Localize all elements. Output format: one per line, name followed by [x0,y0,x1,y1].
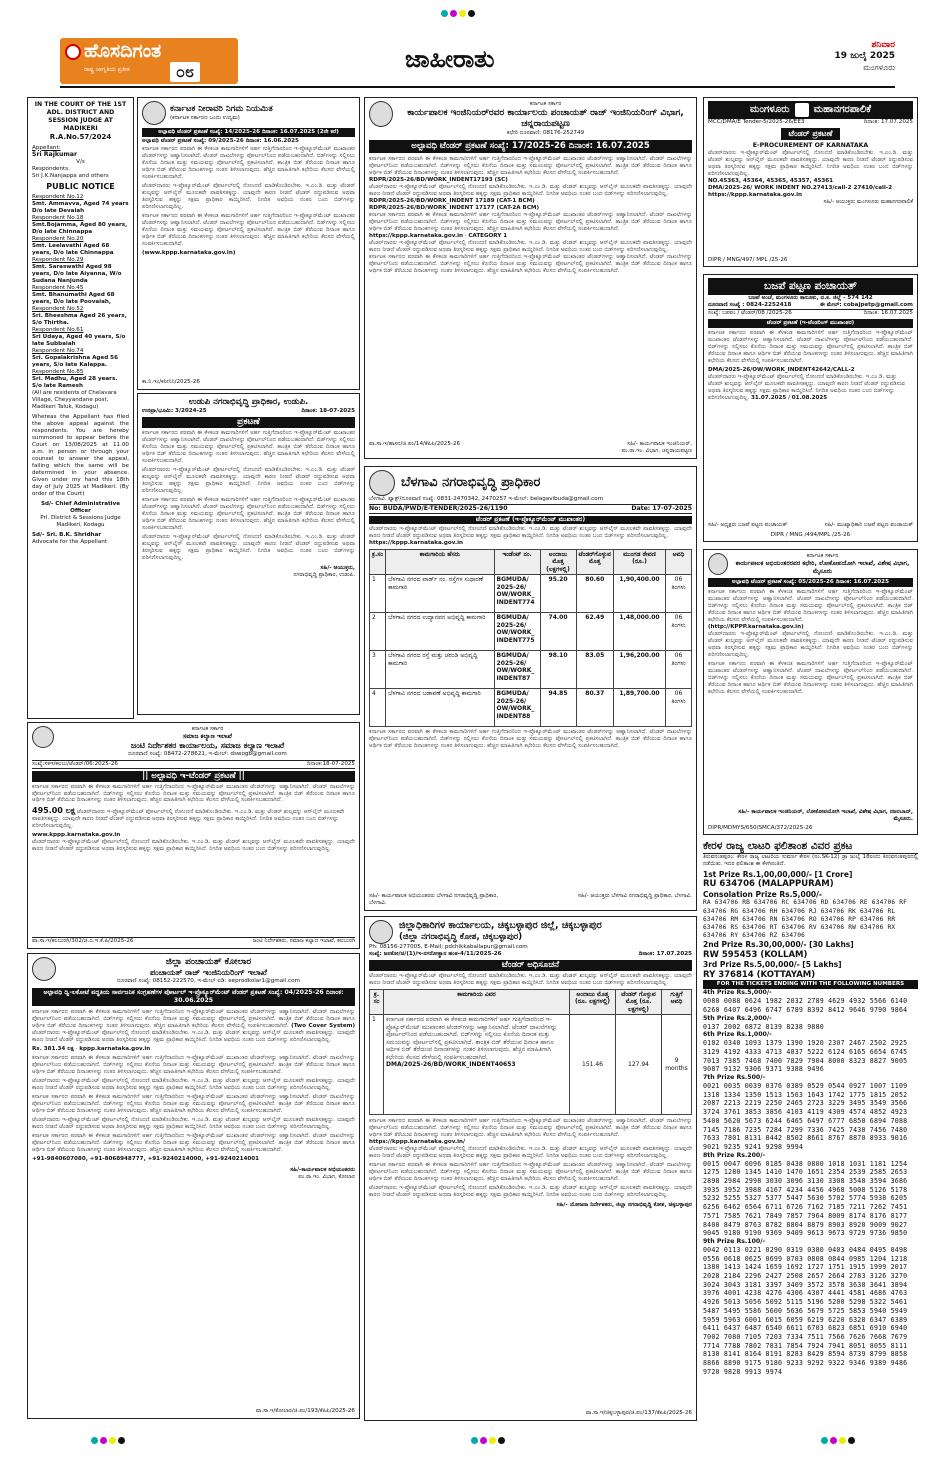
prize-label: 9th Prize Rs.100/- [703,1237,766,1245]
cell: 74.00 [540,613,576,651]
kolar-body-6: ಟೆಂಡರ್‌ದಾರರು ಇ-ಪ್ರೊಕ್ಯೂರ್‌ಮೆಂಟ್ ಪೋರ್ಟಲ್‌ನಲ್ಲಿ ನೋಂದಣಿ ಮಾಡಿಕೊಂಡಿರಬೇಕು. ಇ.ಎಂ.ಡಿ. ಮತ್ತು ಟೆಂಡರ್ ಶುಲ್ಕವನ್ನು ಆನ್‌ಲೈನ್ ಮೂಲಕವೇ ಪಾವತಿಸತಕ್ಕದ್ದು. ಯಾವುದೇ ಕಾರಣ ನೀಡದೆ ಟೆಂಡರ್ ರದ್ದುಪಡಿಸುವ ಅಥವಾ ತಿರಸ್ಕರಿಸುವ ಹಕ್ಕನ್ನು ಸಕ್ಷಮ ಪ್ರಾಧಿಕಾರ ಕಾಯ್ದಿರಿಸಿದೆ. ನಿಗದಿತ ಅವಧಿಯ ನಂತರ ಬಂದ ಬಿಡ್‌ಗಳನ್ನು ಪರಿಗಣಿಸಲಾಗುವುದಿಲ್ಲ. [32,1116,355,1130]
cell: 98.10 [540,651,576,689]
col-header: ಕಾಮಗಾರಿಯ ಹೆಸರು [386,549,494,575]
respondent-item: Respondent No.18 [32,215,84,222]
col-header: ಟೆಂಡರ್‌ಗೊಳ್ಳುವ ಮೊತ್ತ [576,549,613,575]
col-header: ಟೆಂಡರ್ ಗೊಳ್ಳುವ ಮೊತ್ತ (ರೂ. ಲಕ್ಷಗಳಲ್ಲಿ) [616,989,662,1015]
kolar-sign: ಸಹಿ/-ಕಾರ್ಯಪಾಲಕ ಅಭಿಯಂತರರು [290,1166,355,1173]
buda-table-header [370,549,692,575]
table-row [370,689,692,727]
ckb-subtitle: (ಜಿಲ್ಲಾ ನಗರಾಭಿವೃದ್ಧಿ ಕೋಶ, ಚಿಕ್ಕಬಳ್ಳಾಪುರ) [399,931,523,942]
cell: 80.60 [576,575,613,613]
chn-gov: ಕರ್ನಾಟಕ ಸರ್ಕಾರ [529,101,562,107]
col-header: ಕಾಮಗಾರಿಯ ವಿವರ [384,989,570,1015]
social-gov: ಕರ್ನಾಟಕ ಸರ್ಕಾರ [191,726,224,732]
kolar-cover: (Two Cover System) [291,1023,356,1030]
udupi-body-3: ಕರ್ನಾಟಕ ಸರ್ಕಾರದ ಪರವಾಗಿ ಈ ಕೆಳಕಂಡ ಕಾಮಗಾರಿಗಳಿಗೆ ಅರ್ಹ ಗುತ್ತಿಗೆದಾರರಿಂದ ಇ-ಪ್ರೊಕ್ಯೂರ್‌ಮೆಂಟ್ ಮುಖಾಂತರ ಟೆಂಡರ್‌ಗಳನ್ನು ಆಹ್ವಾನಿಸಲಾಗಿದೆ. ಟೆಂಡರ್ ದಾಖಲೆಗಳನ್ನು ಪೋರ್ಟಲ್‌ನಿಂದ ಪಡೆಯಬಹುದಾಗಿದೆ. ಬಿಡ್‌ಗಳನ್ನು ಸಲ್ಲಿಸಲು ಕೊನೆಯ ದಿನಾಂಕ ಮತ್ತು ಸಮಯವನ್ನು ಪೋರ್ಟಲ್‌ನಲ್ಲಿ ಪ್ರಕಟಿಸಲಾಗಿದೆ. ತಾಂತ್ರಿಕ ಬಿಡ್ ತೆರೆಯುವ ದಿನಾಂಕ ಹಾಗೂ ಆರ್ಥಿಕ ಬಿಡ್ ತೆರೆಯುವ ದಿನಾಂಕಗಳನ್ನು ನಂತರ ತಿಳಿಸಲಾಗುವುದು. ಹೆಚ್ಚಿನ ಮಾಹಿತಿಗಾಗಿ ಕಛೇರಿಯ ಕೆಲಸದ ವೇಳೆಯಲ್ಲಿ ಸಂಪರ್ಕಿಸಬಹುದಾಗಿದೆ. [142,496,355,531]
col-header: ಅಂದಾಜು ಮೊತ್ತ (ಲಕ್ಷಗಳಲ್ಲಿ) [540,549,576,575]
mcc-ref: MCC/DMA/E Tender-5/2025-26/EE3 [708,119,805,125]
cell: 1,48,000.00 [614,613,666,651]
social-body: ಕರ್ನಾಟಕ ಸರ್ಕಾರದ ಪರವಾಗಿ ಈ ಕೆಳಕಂಡ ಕಾಮಗಾರಿಗಳಿಗೆ ಅರ್ಹ ಗುತ್ತಿಗೆದಾರರಿಂದ ಇ-ಪ್ರೊಕ್ಯೂರ್‌ಮೆಂಟ್ ಮುಖಾಂತರ ಟೆಂಡರ್‌ಗಳನ್ನು ಆಹ್ವಾನಿಸಲಾಗಿದೆ. ಟೆಂಡರ್ ದಾಖಲೆಗಳನ್ನು ಪೋರ್ಟಲ್‌ನಿಂದ ಪಡೆಯಬಹುದಾಗಿದೆ. ಬಿಡ್‌ಗಳನ್ನು ಸಲ್ಲಿಸಲು ಕೊನೆಯ ದಿನಾಂಕ ಮತ್ತು ಸಮಯವನ್ನು ಪೋರ್ಟಲ್‌ನಲ್ಲಿ ಪ್ರಕಟಿಸಲಾಗಿದೆ. ತಾಂತ್ರಿಕ ಬಿಡ್ ತೆರೆಯುವ ದಿನಾಂಕ ಹಾಗೂ ಆರ್ಥಿಕ ಬಿಡ್ ತೆರೆಯುವ ದಿನಾಂಕಗಳನ್ನು ನಂತರ ತಿಳಿಸಲಾಗುವುದು. ಹೆಚ್ಚಿನ ಮಾಹಿತಿಗಾಗಿ ಕಛೇರಿಯ ಕೆಲಸದ ವೇಳೆಯಲ್ಲಿ ಸಂಪರ್ಕಿಸಬಹುದಾಗಿದೆ. [32,783,355,804]
bajpe-tender: ಬಜಪೆ ಪಟ್ಟಣ ಪಂಚಾಯತ್ ಬಜಪೆ ಅಂಚೆ, ಮಂಗಳೂರು ತಾಲೂಕು, ದ.ಕ. ಜಿಲ್ಲೆ - 574 142 ದೂರವಾಣಿ ಸಂಖ್ಯೆ : 0824-2252418 ಈ ಮೇಲ್: cobajpetp@gmail.com ಸಂಖ್ಯೆ: ಬಪಪಂ / ಟೆಂಡರ್/08 /2025-26 ದಿನಾಂಕ: 16.07.2025 ಟೆಂಡರ್ ಪ್ರಕಟಣೆ (ಇ-ಟೆಂಡರಿಂಗ್ ಮುಖಾಂತರ) ಕರ್ನಾಟಕ ಸರ್ಕಾರದ ಪರವಾಗಿ ಈ ಕೆಳಕಂಡ ಕಾಮಗಾರಿಗಳಿಗೆ ಅರ್ಹ ಗುತ್ತಿಗೆದಾರರಿಂದ ಇ-ಪ್ರೊಕ್ಯೂರ್‌ಮೆಂಟ್ ಮುಖಾಂತರ ಟೆಂಡರ್‌ಗಳನ್ನು ಆಹ್ವಾನಿಸಲಾಗಿದೆ. ಟೆಂಡರ್ ದಾಖಲೆಗಳನ್ನು ಪೋರ್ಟಲ್‌ನಿಂದ ಪಡೆಯಬಹುದಾಗಿದೆ. ಬಿಡ್‌ಗಳನ್ನು ಸಲ್ಲಿಸಲು ಕೊನೆಯ ದಿನಾಂಕ ಮತ್ತು ಸಮಯವನ್ನು ಪೋರ್ಟಲ್‌ನಲ್ಲಿ ಪ್ರಕಟಿಸಲಾಗಿದೆ. ತಾಂತ್ರಿಕ ಬಿಡ್ ತೆರೆಯುವ ದಿನಾಂಕ ಹಾಗೂ ಆರ್ಥಿಕ ಬಿಡ್ ತೆರೆಯುವ ದಿನಾಂಕಗಳನ್ನು ನಂತರ ತಿಳಿಸಲಾಗುವುದು. ಹೆಚ್ಚಿನ ಮಾಹಿತಿಗಾಗಿ ಕಛೇರಿಯ ಕೆಲಸದ ವೇಳೆಯಲ್ಲಿ ಸಂಪರ್ಕಿಸಬಹುದಾಗಿದೆ. DMA/2025-26/OW/WORK_INDENT42642/CALL-2 ಟೆಂಡರ್‌ದಾರರು ಇ-ಪ್ರೊಕ್ಯೂರ್‌ಮೆಂಟ್ ಪೋರ್ಟಲ್‌ನಲ್ಲಿ ನೋಂದಣಿ ಮಾಡಿಕೊಂಡಿರಬೇಕು. ಇ.ಎಂ.ಡಿ. ಮತ್ತು ಟೆಂಡರ್ ಶುಲ್ಕವನ್ನು ಆನ್‌ಲೈನ್ ಮೂಲಕವೇ ಪಾವತಿಸತಕ್ಕದ್ದು. ಯಾವುದೇ ಕಾರಣ ನೀಡದೆ ಟೆಂಡರ್ ರದ್ದುಪಡಿಸುವ ಅಥವಾ ತಿರಸ್ಕರಿಸುವ ಹಕ್ಕನ್ನು ಸಕ್ಷಮ ಪ್ರಾಧಿಕಾರ ಕಾಯ್ದಿರಿಸಿದೆ. ನಿಗದಿತ ಅವಧಿಯ ನಂತರ ಬಂದ ಬಿಡ್‌ಗಳನ್ನು ಪರಿಗಣಿಸಲಾಗುವುದಿಲ್ಲ. 31.07.2025 / 01.08.2025 ಸಹಿ/- ಅಧ್ಯಕ್ಷರು ಬಜಪೆ ಪಟ್ಟಣ ಪಂಚಾಯತ್ ಸಹಿ/- ಮುಖ್ಯಾಧಿಕಾರಿ ಬಜಪೆ ಪಟ್ಟಣ ಪಂಚಾಯತ್ DIPR / MNG /494/MPL /25-26 [703,274,918,542]
first-prize-label: 1st Prize Rs.1,00,00,000/- [1 Crore] [703,870,853,880]
mys-gov: ಕರ್ನಾಟಕ ಸರ್ಕಾರ [806,553,839,559]
ckb-table [369,989,692,1116]
prize-numbers: 0102 0340 1093 1379 1390 1920 2307 2467 2502 2925 3129 4192 4333 4713 4837 5222 6124 6165 6654 6745 7013 7385 7468 7400 7829 7904 8000 8323 8827 9005 9087 9132 9306 9371 9388 9496 [703,1039,908,1074]
cell: BGMUDA/ 2025-26/ OW/WORK_ INDENT87 [494,651,540,689]
mcc-sign: ಸಹಿ/- ಆಯುಕ್ತರು ಮಂಗಳೂರು ಮಹಾನಗರಪಾಲಿಕೆ [823,198,913,205]
kolar-body-4: ಟೆಂಡರ್‌ದಾರರು ಇ-ಪ್ರೊಕ್ಯೂರ್‌ಮೆಂಟ್ ಪೋರ್ಟಲ್‌ನಲ್ಲಿ ನೋಂದಣಿ ಮಾಡಿಕೊಂಡಿರಬೇಕು. ಇ.ಎಂ.ಡಿ. ಮತ್ತು ಟೆಂಡರ್ ಶುಲ್ಕವನ್ನು ಆನ್‌ಲೈನ್ ಮೂಲಕವೇ ಪಾವತಿಸತಕ್ಕದ್ದು. ಯಾವುದೇ ಕಾರಣ ನೀಡದೆ ಟೆಂಡರ್ ರದ್ದುಪಡಿಸುವ ಅಥವಾ ತಿರಸ್ಕರಿಸುವ ಹಕ್ಕನ್ನು ಸಕ್ಷಮ ಪ್ರಾಧಿಕಾರ ಕಾಯ್ದಿರಿಸಿದೆ. ನಿಗದಿತ ಅವಧಿಯ ನಂತರ ಬಂದ ಬಿಡ್‌ಗಳನ್ನು ಪರಿಗಣಿಸಲಾಗುವುದಿಲ್ಲ. [32,1077,355,1091]
consolation-label: Consolation Prize Rs.5,000/- [703,890,822,900]
cell: 1,90,400.00 [614,575,666,613]
respondent-item: Smt.Bojamma, Aged 80 years, D/o late Chinnappa [32,222,128,236]
ckb-portal[interactable]: https://kppp.karnataka.gov.in/ [369,1139,466,1146]
social-dept: ಸಮಾಜ ಕಲ್ಯಾಣ ಇಲಾಖೆ [182,732,232,740]
cell: 4 [370,689,386,727]
bajpe-ref: ಸಂಖ್ಯೆ: ಬಪಪಂ / ಟೆಂಡರ್/08 /2025-26 [708,310,792,317]
case-number: R.A.No.57/2024 [49,132,112,141]
knn-ref: ಅಲ್ಪಾವಧಿ ಟೆಂಡರ್ ಪ್ರಕಟಣೆ ಸಂಖ್ಯೆ: 14/2025-26 ದಿನಾಂಕ: 16.07.2025 (2ನೇ ಕರೆ) [142,128,355,137]
ckb-body-3: ಕರ್ನಾಟಕ ಸರ್ಕಾರದ ಪರವಾಗಿ ಈ ಕೆಳಕಂಡ ಕಾಮಗಾರಿಗಳಿಗೆ ಅರ್ಹ ಗುತ್ತಿಗೆದಾರರಿಂದ ಇ-ಪ್ರೊಕ್ಯೂರ್‌ಮೆಂಟ್ ಮುಖಾಂತರ ಟೆಂಡರ್‌ಗಳನ್ನು ಆಹ್ವಾನಿಸಲಾಗಿದೆ. ಟೆಂಡರ್ ದಾಖಲೆಗಳನ್ನು ಪೋರ್ಟಲ್‌ನಿಂದ ಪಡೆಯಬಹುದಾಗಿದೆ. ಬಿಡ್‌ಗಳನ್ನು ಸಲ್ಲಿಸಲು ಕೊನೆಯ ದಿನಾಂಕ ಮತ್ತು ಸಮಯವನ್ನು ಪೋರ್ಟಲ್‌ನಲ್ಲಿ ಪ್ರಕಟಿಸಲಾಗಿದೆ. ತಾಂತ್ರಿಕ ಬಿಡ್ ತೆರೆಯುವ ದಿನಾಂಕ ಹಾಗೂ ಆರ್ಥಿಕ ಬಿಡ್ ತೆರೆಯುವ ದಿನಾಂಕಗಳನ್ನು ನಂತರ ತಿಳಿಸಲಾಗುವುದು. ಹೆಚ್ಚಿನ ಮಾಹಿತಿಗಾಗಿ ಕಛೇರಿಯ ಕೆಲಸದ ವೇಳೆಯಲ್ಲಿ ಸಂಪರ್ಕಿಸಬಹುದಾಗಿದೆ. [369,1161,692,1182]
third-prize-number: RY 376814 (KOTTAYAM) [703,969,816,980]
col-header: ಮುಂಗಡ ಠೇವಣಿ (ರೂ.) [614,549,666,575]
social-amount: 495.00 ಲಕ್ಷ [32,806,76,816]
bajpe-date-2: 01.08.2025 [791,394,828,401]
bajpe-address: ಬಜಪೆ ಅಂಚೆ, ಮಂಗಳೂರು ತಾಲೂಕು, ದ.ಕ. ಜಿಲ್ಲೆ - 574 142 [748,295,873,302]
kolar-body-5: ಕರ್ನಾಟಕ ಸರ್ಕಾರದ ಪರವಾಗಿ ಈ ಕೆಳಕಂಡ ಕಾಮಗಾರಿಗಳಿಗೆ ಅರ್ಹ ಗುತ್ತಿಗೆದಾರರಿಂದ ಇ-ಪ್ರೊಕ್ಯೂರ್‌ಮೆಂಟ್ ಮುಖಾಂತರ ಟೆಂಡರ್‌ಗಳನ್ನು ಆಹ್ವಾನಿಸಲಾಗಿದೆ. ಟೆಂಡರ್ ದಾಖಲೆಗಳನ್ನು ಪೋರ್ಟಲ್‌ನಿಂದ ಪಡೆಯಬಹುದಾಗಿದೆ. ಬಿಡ್‌ಗಳನ್ನು ಸಲ್ಲಿಸಲು ಕೊನೆಯ ದಿನಾಂಕ ಮತ್ತು ಸಮಯವನ್ನು ಪೋರ್ಟಲ್‌ನಲ್ಲಿ ಪ್ರಕಟಿಸಲಾಗಿದೆ. ತಾಂತ್ರಿಕ ಬಿಡ್ ತೆರೆಯುವ ದಿನಾಂಕ ಹಾಗೂ ಆರ್ಥಿಕ ಬಿಡ್ ತೆರೆಯುವ ದಿನಾಂಕಗಳನ್ನು ನಂತರ ತಿಳಿಸಲಾಗುವುದು. ಹೆಚ್ಚಿನ ಮಾಹಿತಿಗಾಗಿ ಕಛೇರಿಯ ಕೆಲಸದ ವೇಳೆಯಲ್ಲಿ ಸಂಪರ್ಕಿಸಬಹುದಾಗಿದೆ. [32,1093,355,1114]
mcc-indents-2: DMA/2025-26/ WORK INDENT NO.27413/call-2 27410/call-2 [708,184,893,191]
cell: 06 ತಿಂಗಳು [666,689,692,727]
chn-body-5: ಕರ್ನಾಟಕ ಸರ್ಕಾರದ ಪರವಾಗಿ ಈ ಕೆಳಕಂಡ ಕಾಮಗಾರಿಗಳಿಗೆ ಅರ್ಹ ಗುತ್ತಿಗೆದಾರರಿಂದ ಇ-ಪ್ರೊಕ್ಯೂರ್‌ಮೆಂಟ್ ಮುಖಾಂತರ ಟೆಂಡರ್‌ಗಳನ್ನು ಆಹ್ವಾನಿಸಲಾಗಿದೆ. ಟೆಂಡರ್ ದಾಖಲೆಗಳನ್ನು ಪೋರ್ಟಲ್‌ನಿಂದ ಪಡೆಯಬಹುದಾಗಿದೆ. ಬಿಡ್‌ಗಳನ್ನು ಸಲ್ಲಿಸಲು ಕೊನೆಯ ದಿನಾಂಕ ಮತ್ತು ಸಮಯವನ್ನು ಪೋರ್ಟಲ್‌ನಲ್ಲಿ ಪ್ರಕಟಿಸಲಾಗಿದೆ. ತಾಂತ್ರಿಕ ಬಿಡ್ ತೆರೆಯುವ ದಿನಾಂಕ ಹಾಗೂ ಆರ್ಥಿಕ ಬಿಡ್ ತೆರೆಯುವ ದಿನಾಂಕಗಳನ್ನು ನಂತರ ತಿಳಿಸಲಾಗುವುದು. ಹೆಚ್ಚಿನ ಮಾಹಿತಿಗಾಗಿ ಕಛೇರಿಯ ಕೆಲಸದ ವೇಳೆಯಲ್ಲಿ ಸಂಪರ್ಕಿಸಬಹುದಾಗಿದೆ. [369,253,692,274]
prize-label: 8th Prize Rs.200/- [703,1151,766,1159]
mys-footer: DIPR/MDMYS/650/SMCA/372/2025-26 [708,825,813,832]
govt-emblem-icon [369,920,393,944]
kolar-amount: Rs. 381.34 ಲಕ್ಷ [32,1046,74,1053]
chn-sign: ಸಹಿ/- ಕಾರ್ಯಪಾಲಕ ಇಂಜಿನಿಯರ್, [627,441,692,448]
social-office: ಜಂಟಿ ನಿರ್ದೇಶಕರ ಕಾರ್ಯಾಲಯ, ಸಮಾಜ ಕಲ್ಯಾಣ ಇಲಾಖೆ [130,740,285,750]
ckb-date: ದಿನಾಂಕ: 17.07.2025 [638,950,692,957]
mcc-date: ದಿನಾಂಕ: 17.07.2025 [863,119,913,125]
cell: 1 [370,575,386,613]
knn-logo-icon [142,101,166,125]
mys-body: ಕರ್ನಾಟಕ ಸರ್ಕಾರದ ಪರವಾಗಿ ಈ ಕೆಳಕಂಡ ಕಾಮಗಾರಿಗಳಿಗೆ ಅರ್ಹ ಗುತ್ತಿಗೆದಾರರಿಂದ ಇ-ಪ್ರೊಕ್ಯೂರ್‌ಮೆಂಟ್ ಮುಖಾಂತರ ಟೆಂಡರ್‌ಗಳನ್ನು ಆಹ್ವಾನಿಸಲಾಗಿದೆ. ಟೆಂಡರ್ ದಾಖಲೆಗಳನ್ನು ಪೋರ್ಟಲ್‌ನಿಂದ ಪಡೆಯಬಹುದಾಗಿದೆ. ಬಿಡ್‌ಗಳನ್ನು ಸಲ್ಲಿಸಲು ಕೊನೆಯ ದಿನಾಂಕ ಮತ್ತು ಸಮಯವನ್ನು ಪೋರ್ಟಲ್‌ನಲ್ಲಿ ಪ್ರಕಟಿಸಲಾಗಿದೆ. ತಾಂತ್ರಿಕ ಬಿಡ್ ತೆರೆಯುವ ದಿನಾಂಕ ಹಾಗೂ ಆರ್ಥಿಕ ಬಿಡ್ ತೆರೆಯುವ ದಿನಾಂಕಗಳನ್ನು ನಂತರ ತಿಳಿಸಲಾಗುವುದು. ಹೆಚ್ಚಿನ ಮಾಹಿತಿಗಾಗಿ ಕಛೇರಿಯ ಕೆಲಸದ ವೇಳೆಯಲ್ಲಿ ಸಂಪರ್ಕಿಸಬಹುದಾಗಿದೆ. [708,588,913,623]
dateline-day: ಶನಿವಾರ [871,40,895,50]
buda-sign-right: ಸಹಿ/- ಆಯುಕ್ತರು ಬೆಳಗಾವಿ ನಗರಾಭಿವೃದ್ಧಿ ಪ್ರಾಧಿಕಾರ, ಬೆಳಗಾವಿ. [577,893,692,900]
first-prize-number: RU 634706 (MALAPPURAM) [703,879,834,890]
masthead [60,36,895,88]
kolar-footer: ವಾ.ಸಾ.ಇ/ಕೋಲಾರ/ಜಿ.ಪಂ/193/ಕೆಪಿಪಿ/2025-26 [255,1408,355,1415]
mys-sign: ಸಹಿ/- ಕಾರ್ಯಪಾಲಕ ಇಂಜಿನಿಯರ್, ಲೋಕೋಪಯೋಗಿ ಇಲಾಖೆ, ವಿಶೇಷ ವಿಭಾಗ, ನಜರಬಾದ್, ಮೈಸೂರು. [738,809,913,823]
chn-body-4: ಟೆಂಡರ್‌ದಾರರು ಇ-ಪ್ರೊಕ್ಯೂರ್‌ಮೆಂಟ್ ಪೋರ್ಟಲ್‌ನಲ್ಲಿ ನೋಂದಣಿ ಮಾಡಿಕೊಂಡಿರಬೇಕು. ಇ.ಎಂ.ಡಿ. ಮತ್ತು ಟೆಂಡರ್ ಶುಲ್ಕವನ್ನು ಆನ್‌ಲೈನ್ ಮೂಲಕವೇ ಪಾವತಿಸತಕ್ಕದ್ದು. ಯಾವುದೇ ಕಾರಣ ನೀಡದೆ ಟೆಂಡರ್ ರದ್ದುಪಡಿಸುವ ಅಥವಾ ತಿರಸ್ಕರಿಸುವ ಹಕ್ಕನ್ನು ಸಕ್ಷಮ ಪ್ರಾಧಿಕಾರ ಕಾಯ್ದಿರಿಸಿದೆ. ನಿಗದಿತ ಅವಧಿಯ ನಂತರ ಬಂದ ಬಿಡ್‌ಗಳನ್ನು ಪರಿಗಣಿಸಲಾಗುವುದಿಲ್ಲ. [369,239,692,253]
ckb-intro: ಟೆಂಡರ್‌ದಾರರು ಇ-ಪ್ರೊಕ್ಯೂರ್‌ಮೆಂಟ್ ಪೋರ್ಟಲ್‌ನಲ್ಲಿ ನೋಂದಣಿ ಮಾಡಿಕೊಂಡಿರಬೇಕು. ಇ.ಎಂ.ಡಿ. ಮತ್ತು ಟೆಂಡರ್ ಶುಲ್ಕವನ್ನು ಆನ್‌ಲೈನ್ ಮೂಲಕವೇ ಪಾವತಿಸತಕ್ಕದ್ದು. ಯಾವುದೇ ಕಾರಣ ನೀಡದೆ ಟೆಂಡರ್ ರದ್ದುಪಡಿಸುವ ಅಥವಾ ತಿರಸ್ಕರಿಸುವ ಹಕ್ಕನ್ನು ಸಕ್ಷಮ ಪ್ರಾಧಿಕಾರ ಕಾಯ್ದಿರಿಸಿದೆ. ನಿಗದಿತ ಅವಧಿಯ ನಂತರ ಬಂದ ಬಿಡ್‌ಗಳನ್ನು ಪರಿಗಣಿಸಲಾಗುವುದಿಲ್ಲ. [369,972,692,986]
bajpe-indent: DMA/2025-26/OW/WORK_INDENT42642/CALL-2 [708,366,855,373]
kolar-body-3: ಕರ್ನಾಟಕ ಸರ್ಕಾರದ ಪರವಾಗಿ ಈ ಕೆಳಕಂಡ ಕಾಮಗಾರಿಗಳಿಗೆ ಅರ್ಹ ಗುತ್ತಿಗೆದಾರರಿಂದ ಇ-ಪ್ರೊಕ್ಯೂರ್‌ಮೆಂಟ್ ಮುಖಾಂತರ ಟೆಂಡರ್‌ಗಳನ್ನು ಆಹ್ವಾನಿಸಲಾಗಿದೆ. ಟೆಂಡರ್ ದಾಖಲೆಗಳನ್ನು ಪೋರ್ಟಲ್‌ನಿಂದ ಪಡೆಯಬಹುದಾಗಿದೆ. ಬಿಡ್‌ಗಳನ್ನು ಸಲ್ಲಿಸಲು ಕೊನೆಯ ದಿನಾಂಕ ಮತ್ತು ಸಮಯವನ್ನು ಪೋರ್ಟಲ್‌ನಲ್ಲಿ ಪ್ರಕಟಿಸಲಾಗಿದೆ. ತಾಂತ್ರಿಕ ಬಿಡ್ ತೆರೆಯುವ ದಿನಾಂಕ ಹಾಗೂ ಆರ್ಥಿಕ ಬಿಡ್ ತೆರೆಯುವ ದಿನಾಂಕಗಳನ್ನು ನಂತರ ತಿಳಿಸಲಾಗುವುದು. ಹೆಚ್ಚಿನ ಮಾಹಿತಿಗಾಗಿ ಕಛೇರಿಯ ಕೆಲಸದ ವೇಳೆಯಲ್ಲಿ ಸಂಪರ್ಕಿಸಬಹುದಾಗಿದೆ. [32,1055,355,1075]
social-body-2: ಟೆಂಡರ್‌ದಾರರು ಇ-ಪ್ರೊಕ್ಯೂರ್‌ಮೆಂಟ್ ಪೋರ್ಟಲ್‌ನಲ್ಲಿ ನೋಂದಣಿ ಮಾಡಿಕೊಂಡಿರಬೇಕು. ಇ.ಎಂ.ಡಿ. ಮತ್ತು ಟೆಂಡರ್ ಶುಲ್ಕವನ್ನು ಆನ್‌ಲೈನ್ ಮೂಲಕವೇ ಪಾವತಿಸತಕ್ಕದ್ದು. ಯಾವುದೇ ಕಾರಣ ನೀಡದೆ ಟೆಂಡರ್ ರದ್ದುಪಡಿಸುವ ಅಥವಾ ತಿರಸ್ಕರಿಸುವ ಹಕ್ಕನ್ನು ಸಕ್ಷಮ ಪ್ರಾಧಿಕಾರ ಕಾಯ್ದಿರಿಸಿದೆ. ನಿಗದಿತ ಅವಧಿಯ ನಂತರ ಬಂದ ಬಿಡ್‌ಗಳನ್ನು ಪರಿಗಣಿಸಲಾಗುವುದಿಲ್ಲ. [32,809,345,830]
udupi-body: ಕರ್ನಾಟಕ ಸರ್ಕಾರದ ಪರವಾಗಿ ಈ ಕೆಳಕಂಡ ಕಾಮಗಾರಿಗಳಿಗೆ ಅರ್ಹ ಗುತ್ತಿಗೆದಾರರಿಂದ ಇ-ಪ್ರೊಕ್ಯೂರ್‌ಮೆಂಟ್ ಮುಖಾಂತರ ಟೆಂಡರ್‌ಗಳನ್ನು ಆಹ್ವಾನಿಸಲಾಗಿದೆ. ಟೆಂಡರ್ ದಾಖಲೆಗಳನ್ನು ಪೋರ್ಟಲ್‌ನಿಂದ ಪಡೆಯಬಹುದಾಗಿದೆ. ಬಿಡ್‌ಗಳನ್ನು ಸಲ್ಲಿಸಲು ಕೊನೆಯ ದಿನಾಂಕ ಮತ್ತು ಸಮಯವನ್ನು ಪೋರ್ಟಲ್‌ನಲ್ಲಿ ಪ್ರಕಟಿಸಲಾಗಿದೆ. ತಾಂತ್ರಿಕ ಬಿಡ್ ತೆರೆಯುವ ದಿನಾಂಕ ಹಾಗೂ ಆರ್ಥಿಕ ಬಿಡ್ ತೆರೆಯುವ ದಿನಾಂಕಗಳನ್ನು ನಂತರ ತಿಳಿಸಲಾಗುವುದು. ಹೆಚ್ಚಿನ ಮಾಹಿತಿಗಾಗಿ ಕಛೇರಿಯ ಕೆಲಸದ ವೇಳೆಯಲ್ಲಿ ಸಂಪರ್ಕಿಸಬಹುದಾಗಿದೆ. [142,429,355,464]
second-prize-label: 2nd Prize Rs.30,00,000/- [30 Lakhs] [703,940,854,950]
buda-sign-left: ಸಹಿ/- ಕಾರ್ಯಪಾಲಕ ಅಭಿಯಂತರರು ಬೆಳಗಾವಿ ನಗರಾಭಿವೃದ್ಧಿ ಪ್ರಾಧಿಕಾರ, ಬೆಳಗಾವಿ. [369,893,499,907]
brand-logo [60,38,238,84]
chn-head: ಅಲ್ಪಾವಧಿ ಟೆಂಡರ್ ಪ್ರಕಟಣೆ ಸಂಖ್ಯೆ: 17/2025-26 ದಿನಾಂಕ: 16.07.2025 [369,140,692,153]
cell: 06 ತಿಂಗಳು [666,575,692,613]
cell: 94.85 [540,689,576,727]
govt-emblem-icon [369,101,393,127]
col-header: ಅಂದಾಜು ಮೊತ್ತ (ರೂ. ಲಕ್ಷಗಳಲ್ಲಿ) [570,989,616,1015]
udupi-sign-2: ನಗರಾಭಿವೃದ್ಧಿ ಪ್ರಾಧಿಕಾರ, ಉಡುಪಿ. [293,571,355,578]
mcc-portal[interactable]: https://kppp.karnataka.gov.in [708,191,802,198]
ckb-work-desc: ಕರ್ನಾಟಕ ಸರ್ಕಾರದ ಪರವಾಗಿ ಈ ಕೆಳಕಂಡ ಕಾಮಗಾರಿಗಳಿಗೆ ಅರ್ಹ ಗುತ್ತಿಗೆದಾರರಿಂದ ಇ-ಪ್ರೊಕ್ಯೂರ್‌ಮೆಂಟ್ ಮುಖಾಂತರ ಟೆಂಡರ್‌ಗಳನ್ನು ಆಹ್ವಾನಿಸಲಾಗಿದೆ. ಟೆಂಡರ್ ದಾಖಲೆಗಳನ್ನು ಪೋರ್ಟಲ್‌ನಿಂದ ಪಡೆಯಬಹುದಾಗಿದೆ. ಬಿಡ್‌ಗಳನ್ನು ಸಲ್ಲಿಸಲು ಕೊನೆಯ ದಿನಾಂಕ ಮತ್ತು ಸಮಯವನ್ನು ಪೋರ್ಟಲ್‌ನಲ್ಲಿ ಪ್ರಕಟಿಸಲಾಗಿದೆ. ತಾಂತ್ರಿಕ ಬಿಡ್ ತೆರೆಯುವ ದಿನಾಂಕ ಹಾಗೂ ಆರ್ಥಿಕ ಬಿಡ್ ತೆರೆಯುವ ದಿನಾಂಕಗಳನ್ನು ನಂತರ ತಿಳಿಸಲಾಗುವುದು. ಹೆಚ್ಚಿನ ಮಾಹಿತಿಗಾಗಿ ಕಛೇರಿಯ ಕೆಲಸದ ವೇಳೆಯಲ್ಲಿ ಸಂಪರ್ಕಿಸಬಹುದಾಗಿದೆ. [386,1016,557,1061]
table-row [370,613,692,651]
buda-table [369,549,692,728]
flame-icon [65,44,81,60]
mys-body-3: ಕರ್ನಾಟಕ ಸರ್ಕಾರದ ಪರವಾಗಿ ಈ ಕೆಳಕಂಡ ಕಾಮಗಾರಿಗಳಿಗೆ ಅರ್ಹ ಗುತ್ತಿಗೆದಾರರಿಂದ ಇ-ಪ್ರೊಕ್ಯೂರ್‌ಮೆಂಟ್ ಮುಖಾಂತರ ಟೆಂಡರ್‌ಗಳನ್ನು ಆಹ್ವಾನಿಸಲಾಗಿದೆ. ಟೆಂಡರ್ ದಾಖಲೆಗಳನ್ನು ಪೋರ್ಟಲ್‌ನಿಂದ ಪಡೆಯಬಹುದಾಗಿದೆ. ಬಿಡ್‌ಗಳನ್ನು ಸಲ್ಲಿಸಲು ಕೊನೆಯ ದಿನಾಂಕ ಮತ್ತು ಸಮಯವನ್ನು ಪೋರ್ಟಲ್‌ನಲ್ಲಿ ಪ್ರಕಟಿಸಲಾಗಿದೆ. ತಾಂತ್ರಿಕ ಬಿಡ್ ತೆರೆಯುವ ದಿನಾಂಕ ಹಾಗೂ ಆರ್ಥಿಕ ಬಿಡ್ ತೆರೆಯುವ ದಿನಾಂಕಗಳನ್ನು ನಂತರ ತಿಳಿಸಲಾಗುವುದು. ಹೆಚ್ಚಿನ ಮಾಹಿತಿಗಾಗಿ ಕಛೇರಿಯ ಕೆಲಸದ ವೇಳೆಯಲ್ಲಿ ಸಂಪರ್ಕಿಸಬಹುದಾಗಿದೆ. [708,660,913,695]
prize-numbers: 0080 0088 0624 1982 2032 2789 4629 4932 5566 6140 6260 6407 6496 6747 6789 8392 8412 9646 9790 9864 [703,997,908,1015]
kolar-contact: ದೂರವಾಣಿ ಸಂಖ್ಯೆ: 08152-222570, ಇ-ಮೇಲ್ ಐಡಿ: eeprodkolar1@gmail.com [117,978,300,985]
zp-kolar-logo-icon [32,957,56,981]
respondent-item: Smt. Leelavathi Aged 68 years, D/o late Chinnappa [32,243,114,257]
buda-date: Date: 17-07-2025 [631,504,692,512]
govt-emblem-icon [32,726,54,748]
col-header: ಇಂಡೆಂಟ್ ನಂ. [494,549,540,575]
bajpe-head: ಟೆಂಡರ್ ಪ್ರಕಟಣೆ (ಇ-ಟೆಂಡರಿಂಗ್ ಮುಖಾಂತರ) [708,319,913,328]
court-sign-2: Prl. District & Sessions Judge Madikeri, Kodagu [40,514,121,528]
chn-body-2: ಟೆಂಡರ್‌ದಾರರು ಇ-ಪ್ರೊಕ್ಯೂರ್‌ಮೆಂಟ್ ಪೋರ್ಟಲ್‌ನಲ್ಲಿ ನೋಂದಣಿ ಮಾಡಿಕೊಂಡಿರಬೇಕು. ಇ.ಎಂ.ಡಿ. ಮತ್ತು ಟೆಂಡರ್ ಶುಲ್ಕವನ್ನು ಆನ್‌ಲೈನ್ ಮೂಲಕವೇ ಪಾವತಿಸತಕ್ಕದ್ದು. ಯಾವುದೇ ಕಾರಣ ನೀಡದೆ ಟೆಂಡರ್ ರದ್ದುಪಡಿಸುವ ಅಥವಾ ತಿರಸ್ಕರಿಸುವ ಹಕ್ಕನ್ನು ಸಕ್ಷಮ ಪ್ರಾಧಿಕಾರ ಕಾಯ್ದಿರಿಸಿದೆ. ನಿಗದಿತ ಅವಧಿಯ ನಂತರ ಬಂದ ಬಿಡ್‌ಗಳನ್ನು ಪರಿಗಣಿಸಲಾಗುವುದಿಲ್ಲ. [369,184,692,198]
bajpe-date: ದಿನಾಂಕ: 16.07.2025 [863,310,913,317]
kolar-portal[interactable]: kppp.karnataka.gov.in [79,1046,151,1053]
lottery-intro: ತಿರುವನಂತಪುರಂ: ಕೇರಳ ರಾಜ್ಯ ಲಾಟರಿಯ ಸುವರ್ಣ ಕೇರಳ (ನಂ.SK-12) ಡ್ರಾ ಜುಲೈ 18ರಂದು ತಿರುವನಂತಪುರದಲ್ಲಿ ನಡೆಯಿತು. ಇದರ ಫಲಿತಾಂಶ ಈ ಕೆಳಗಿನಂತಿದೆ. [703,854,918,868]
chn-code-1: RDPR/2025-26/BD/WORK_INDENT17193 (SC) [369,177,508,184]
respondent-item: Sri Udaya, Aged 40 years, S/o late Subbaiah [32,334,126,348]
table-row [370,1015,692,1115]
col-header: ಕ್ರ.ಸಂ [370,549,386,575]
buda-ref: No: BUDA/PWD/E-TENDER/2025-26/1190 [369,504,508,512]
advocate-role: Advocate for the Appellant [32,538,107,545]
chn-code-2: RDPR/2025-26/BD/WORK_INDENT 17189 (CAT-1 BCM) [369,198,535,204]
bajpe-email: ಈ ಮೇಲ್: cobajpetp@gmail.com [819,302,913,309]
col-header: ಕ್ರ. ಸಂ [370,989,384,1015]
cell: 1 [370,1015,384,1115]
court-body: Whereas the Appellant has filed the above appeal against the respondents. You are hereby summoned to appear before the Court on 13/08/2025 at 11.00 a.m. in person or through your counsel to answer the appeal, failing which the same will be determined in your absence. Given under my hand this 18th day of July 2025 at Madikeri. (By order of the Court) [32,413,129,497]
social-footer: ವಾ.ಸಾ.ಇ/ಕಲಬುರಗಿ/302/ಜಿ.ಎ.ಇ.ಕೆ.ಪಿ/2025-26 [32,938,134,945]
knn-footer: ಕಾ.ನಿ.ಇಂ/ಕನೀನಿನಿ/2025-26 [142,379,200,386]
cell: ಬೆಳಗಾವಿ ನಗರದ ಉದ್ಯಾನವನ ಅಭಿವೃದ್ಧಿ ಕಾಮಗಾರಿ [386,613,494,651]
cell: 3 [370,651,386,689]
appellant-label: Appellant: [32,144,61,151]
social-date: ದಿನಾಂಕ:18-07-2025 [306,760,355,767]
respondent-item: (All are residents of Chelavara Village, Cheyyandane post, Madikeri Taluk, Kodagu) [32,389,117,410]
mcc-head: ಟೆಂಡರ್ ಪ್ರಕಟಣೆ [781,128,841,140]
ckb-head: ಟೆಂಡರ್ ಅಧಿಸೂಚನೆ [369,960,692,971]
knn-tender [137,97,360,390]
cell: 1,96,200.00 [614,651,666,689]
chn-portal[interactable]: https://kppp.karnataka.gov.in [369,232,463,239]
dateline [835,40,895,73]
udupi-body-2: ಟೆಂಡರ್‌ದಾರರು ಇ-ಪ್ರೊಕ್ಯೂರ್‌ಮೆಂಟ್ ಪೋರ್ಟಲ್‌ನಲ್ಲಿ ನೋಂದಣಿ ಮಾಡಿಕೊಂಡಿರಬೇಕು. ಇ.ಎಂ.ಡಿ. ಮತ್ತು ಟೆಂಡರ್ ಶುಲ್ಕವನ್ನು ಆನ್‌ಲೈನ್ ಮೂಲಕವೇ ಪಾವತಿಸತಕ್ಕದ್ದು. ಯಾವುದೇ ಕಾರಣ ನೀಡದೆ ಟೆಂಡರ್ ರದ್ದುಪಡಿಸುವ ಅಥವಾ ತಿರಸ್ಕರಿಸುವ ಹಕ್ಕನ್ನು ಸಕ್ಷಮ ಪ್ರಾಧಿಕಾರ ಕಾಯ್ದಿರಿಸಿದೆ. ನಿಗದಿತ ಅವಧಿಯ ನಂತರ ಬಂದ ಬಿಡ್‌ಗಳನ್ನು ಪರಿಗಣಿಸಲಾಗುವುದಿಲ್ಲ. [142,466,355,494]
respondent-item: Respondent No.61 [32,327,84,334]
mys-office: ಕಾರ್ಯಪಾಲಕ ಅಭಿಯಂತರರವರ ಕಛೇರಿ, ಲೋಕೋಪಯೋಗಿ ಇಲಾಖೆ, ವಿಶೇಷ ವಿಭಾಗ, ಮೈಸೂರು [735,559,910,575]
ckb-ref: ಸಂಖ್ಯೆ: ಜನಕೋ/ಚಿ/(1)/ಇ-ನಗರೋತ್ಥಾನ ಹಂತ-4/11/2025-26 [369,950,502,957]
ckb-table-header [370,989,692,1015]
bajpe-date-1: 31.07.2025 [750,394,787,401]
knn-body-2: ಟೆಂಡರ್‌ದಾರರು ಇ-ಪ್ರೊಕ್ಯೂರ್‌ಮೆಂಟ್ ಪೋರ್ಟಲ್‌ನಲ್ಲಿ ನೋಂದಣಿ ಮಾಡಿಕೊಂಡಿರಬೇಕು. ಇ.ಎಂ.ಡಿ. ಮತ್ತು ಟೆಂಡರ್ ಶುಲ್ಕವನ್ನು ಆನ್‌ಲೈನ್ ಮೂಲಕವೇ ಪಾವತಿಸತಕ್ಕದ್ದು. ಯಾವುದೇ ಕಾರಣ ನೀಡದೆ ಟೆಂಡರ್ ರದ್ದುಪಡಿಸುವ ಅಥವಾ ತಿರಸ್ಕರಿಸುವ ಹಕ್ಕನ್ನು ಸಕ್ಷಮ ಪ್ರಾಧಿಕಾರ ಕಾಯ್ದಿರಿಸಿದೆ. ನಿಗದಿತ ಅವಧಿಯ ನಂತರ ಬಂದ ಬಿಡ್‌ಗಳನ್ನು ಪರಿಗಣಿಸಲಾಗುವುದಿಲ್ಲ. [142,182,355,210]
respondent-item: Respondent No.52 [32,306,84,313]
prize-numbers: 0042 0113 0221 0290 0319 0380 0403 0484 0495 0498 0556 0618 0625 0699 0703 0808 0844 0985 1204 1218 1380 1413 1424 1659 1692 1727 1751 1915 1999 2017 2028 2184 2296 2427 2508 2657 2664 2783 3126 3270 3024 3043 3181 3397 3409 3572 3578 3638 3641 3894 3976 4001 4238 4276 4306 4307 4441 4581 4686 4763 4926 5013 5056 5092 5115 5196 5200 5298 5322 5461 5487 5495 5586 5600 5636 5679 5725 5853 5940 5949 5959 5963 6001 6015 6059 6219 6220 6328 6347 6389 6411 6437 6487 6540 6611 6703 6823 6851 6910 6940 7002 7080 7105 7203 7334 7511 7566 7626 7668 7679 7714 7788 7802 7831 7854 7924 7941 8051 8055 8111 8130 8141 8164 8191 8283 8429 8594 8739 8799 8858 8866 8890 9175 9180 9233 9292 9322 9346 9389 9486 9720 9828 9913 9974 [703,1245,908,1376]
kolar-title: ಜಿಲ್ಲಾ ಪಂಚಾಯತ್ ಕೋಲಾರ [165,957,252,967]
third-prize-label: 3rd Prize Rs.5,00,000/- [5 Lakhs] [703,960,842,970]
ckb-body-4: ಟೆಂಡರ್‌ದಾರರು ಇ-ಪ್ರೊಕ್ಯೂರ್‌ಮೆಂಟ್ ಪೋರ್ಟಲ್‌ನಲ್ಲಿ ನೋಂದಣಿ ಮಾಡಿಕೊಂಡಿರಬೇಕು. ಇ.ಎಂ.ಡಿ. ಮತ್ತು ಟೆಂಡರ್ ಶುಲ್ಕವನ್ನು ಆನ್‌ಲೈನ್ ಮೂಲಕವೇ ಪಾವತಿಸತಕ್ಕದ್ದು. ಯಾವುದೇ ಕಾರಣ ನೀಡದೆ ಟೆಂಡರ್ ರದ್ದುಪಡಿಸುವ ಅಥವಾ ತಿರಸ್ಕರಿಸುವ ಹಕ್ಕನ್ನು ಸಕ್ಷಮ ಪ್ರಾಧಿಕಾರ ಕಾಯ್ದಿರಿಸಿದೆ. ನಿಗದಿತ ಅವಧಿಯ ನಂತರ ಬಂದ ಬಿಡ್‌ಗಳನ್ನು ಪರಿಗಣಿಸಲಾಗುವುದಿಲ್ಲ. [369,1184,692,1198]
col-header: ಗುತ್ತಿಗೆ ಅವಧಿ [662,989,692,1015]
bajpe-body-2: ಟೆಂಡರ್‌ದಾರರು ಇ-ಪ್ರೊಕ್ಯೂರ್‌ಮೆಂಟ್ ಪೋರ್ಟಲ್‌ನಲ್ಲಿ ನೋಂದಣಿ ಮಾಡಿಕೊಂಡಿರಬೇಕು. ಇ.ಎಂ.ಡಿ. ಮತ್ತು ಟೆಂಡರ್ ಶುಲ್ಕವನ್ನು ಆನ್‌ಲೈನ್ ಮೂಲಕವೇ ಪಾವತಿಸತಕ್ಕದ್ದು. ಯಾವುದೇ ಕಾರಣ ನೀಡದೆ ಟೆಂಡರ್ ರದ್ದುಪಡಿಸುವ ಅಥವಾ ತಿರಸ್ಕರಿಸುವ ಹಕ್ಕನ್ನು ಸಕ್ಷಮ ಪ್ರಾಧಿಕಾರ ಕಾಯ್ದಿರಿಸಿದೆ. ನಿಗದಿತ ಅವಧಿಯ ನಂತರ ಬಂದ ಬಿಡ್‌ಗಳನ್ನು ಪರಿಗಣಿಸಲಾಗುವುದಿಲ್ಲ. [708,373,906,401]
brand-name: ಹೊಸದಿಗಂತ [84,40,162,62]
mys-head: ಅಲ್ಪಾವಧಿ ಟೆಂಡರ್ ಪ್ರಕಟಣೆ ಸಂಖ್ಯೆ: 05/2025-26 ದಿನಾಂಕ: 16.07.2025 [708,578,913,587]
udupi-head: ಪ್ರಕಟಣೆ [142,417,355,428]
social-body-3: ಟೆಂಡರ್‌ದಾರರು ಇ-ಪ್ರೊಕ್ಯೂರ್‌ಮೆಂಟ್ ಪೋರ್ಟಲ್‌ನಲ್ಲಿ ನೋಂದಣಿ ಮಾಡಿಕೊಂಡಿರಬೇಕು. ಇ.ಎಂ.ಡಿ. ಮತ್ತು ಟೆಂಡರ್ ಶುಲ್ಕವನ್ನು ಆನ್‌ಲೈನ್ ಮೂಲಕವೇ ಪಾವತಿಸತಕ್ಕದ್ದು. ಯಾವುದೇ ಕಾರಣ ನೀಡದೆ ಟೆಂಡರ್ ರದ್ದುಪಡಿಸುವ ಅಥವಾ ತಿರಸ್ಕರಿಸುವ ಹಕ್ಕನ್ನು ಸಕ್ಷಮ ಪ್ರಾಧಿಕಾರ ಕಾಯ್ದಿರಿಸಿದೆ. ನಿಗದಿತ ಅವಧಿಯ ನಂತರ ಬಂದ ಬಿಡ್‌ಗಳನ್ನು ಪರಿಗಣಿಸಲಾಗುವುದಿಲ್ಲ. [32,839,355,853]
cell: 95.20 [540,575,576,613]
chn-sign-2: ಪಂ.ರಾ.ಇಂ. ವಿಭಾಗ, ಚನ್ನರಾಯಪಟ್ಟಣ [621,448,692,455]
buda-tender [364,466,697,911]
respondents-name: Sri J.K.Nanjappa and others [32,173,109,180]
lottery-title: ಕೇರಳ ರಾಜ್ಯ ಲಾಟರಿ ಫಲಿತಾಂಶ ವಿವರ ಪ್ರಕಟ [703,840,918,854]
kolar-body: ಕರ್ನಾಟಕ ಸರ್ಕಾರದ ಪರವಾಗಿ ಈ ಕೆಳಕಂಡ ಕಾಮಗಾರಿಗಳಿಗೆ ಅರ್ಹ ಗುತ್ತಿಗೆದಾರರಿಂದ ಇ-ಪ್ರೊಕ್ಯೂರ್‌ಮೆಂಟ್ ಮುಖಾಂತರ ಟೆಂಡರ್‌ಗಳನ್ನು ಆಹ್ವಾನಿಸಲಾಗಿದೆ. ಟೆಂಡರ್ ದಾಖಲೆಗಳನ್ನು ಪೋರ್ಟಲ್‌ನಿಂದ ಪಡೆಯಬಹುದಾಗಿದೆ. ಬಿಡ್‌ಗಳನ್ನು ಸಲ್ಲಿಸಲು ಕೊನೆಯ ದಿನಾಂಕ ಮತ್ತು ಸಮಯವನ್ನು ಪೋರ್ಟಲ್‌ನಲ್ಲಿ ಪ್ರಕಟಿಸಲಾಗಿದೆ. ತಾಂತ್ರಿಕ ಬಿಡ್ ತೆರೆಯುವ ದಿನಾಂಕ ಹಾಗೂ ಆರ್ಥಿಕ ಬಿಡ್ ತೆರೆಯುವ ದಿನಾಂಕಗಳನ್ನು ನಂತರ ತಿಳಿಸಲಾಗುವುದು. ಹೆಚ್ಚಿನ ಮಾಹಿತಿಗಾಗಿ ಕಛೇರಿಯ ಕೆಲಸದ ವೇಳೆಯಲ್ಲಿ ಸಂಪರ್ಕಿಸಬಹುದಾಗಿದೆ. [32,1009,355,1030]
udupi-sign: ಸಹಿ/- ಆಯುಕ್ತರು, [320,564,355,571]
prize-numbers: 0015 0047 0096 0185 0438 0800 1018 1031 1181 1254 1275 1280 1345 1410 1470 1651 2354 2539 2585 2653 2898 2984 2998 3030 3096 3130 3308 3540 3594 3686 3935 3952 3988 4167 4234 4456 4968 5008 5126 5178 5232 5255 5327 5377 5447 5630 5702 5774 5938 6205 6256 6462 6564 6711 6726 7162 7185 7211 7262 7451 7571 7585 7621 7849 7857 7964 8009 8174 8176 8177 8400 8479 8763 8782 8804 8879 8903 8920 9009 9027 9045 9180 9190 9369 9409 9613 9673 9729 9736 9850 [703,1159,908,1238]
kolar-sign-2: ಪಂ.ರಾ.ಇಂ. ವಿಭಾಗ, ಕೋಲಾರ [298,1173,355,1180]
respondent-item: Smt. Bhanumathi Aged 68 years, D/o late Poovaiah, [32,292,115,306]
mcc-title: ಮಂಗಳೂರು [749,103,790,115]
brand-tagline: ರಾಷ್ಟ್ರ ಜಾಗೃತಿಯ ಪ್ರತೀಕ [84,66,130,73]
chn-category: CATEGORY 1 [468,232,508,239]
ckb-sign: ಸಹಿ/- ಯೋಜನಾ ನಿರ್ದೇಶಕರು, ಜಿಲ್ಲಾ ನಗರಾಭಿವೃದ್ಧಿ ಕೋಶ, ಚಿಕ್ಕಬಳ್ಳಾಪುರ [556,1201,692,1208]
mcc-banner [708,101,913,119]
knn-ref-2: ಅಲ್ಪಾವಧಿ ಟೆಂಡರ್ ಪ್ರಕಟಣೆ ಸಂಖ್ಯೆ: 09/2025-26 ದಿನಾಂಕ: 16.06.2025 [142,137,299,144]
prize-label: 6th Prize Rs.1,000/- [703,1031,772,1039]
mcc-logo-icon [795,103,809,117]
respondent-item: Sri. Gopalakrishna Aged 56 years, S/o late Kalappa. [32,355,118,368]
chn-office: ಕಾರ್ಯಪಾಲಕ ಇಂಜಿನಿಯರ್‌ರವರ ಕಾರ್ಯಾಲಯ ಪಂಚಾಯತ್ ರಾಜ್ ಇಂಜಿನಿಯರಿಂಗ್ ವಿಭಾಗ, ಚನ್ನರಾಯಪಟ್ಟಣ [407,107,684,130]
mcc-footer: DIPR / MNG/497/ MPL /25-26 [708,257,788,264]
buda-title: ಬೆಳಗಾವಿ ನಗರಾಭಿವೃದ್ಧಿ ಪ್ರಾಧಿಕಾರ [401,474,541,490]
vs-label: V/s [76,159,85,166]
cell: 127.94 [616,1015,662,1115]
social-portal[interactable]: www.kppp.karnataka.gov.in [32,832,121,839]
col-header: ಅವಧಿ [666,549,692,575]
kolar-body-2: ಟೆಂಡರ್‌ದಾರರು ಇ-ಪ್ರೊಕ್ಯೂರ್‌ಮೆಂಟ್ ಪೋರ್ಟಲ್‌ನಲ್ಲಿ ನೋಂದಣಿ ಮಾಡಿಕೊಂಡಿರಬೇಕು. ಇ.ಎಂ.ಡಿ. ಮತ್ತು ಟೆಂಡರ್ ಶುಲ್ಕವನ್ನು ಆನ್‌ಲೈನ್ ಮೂಲಕವೇ ಪಾವತಿಸತಕ್ಕದ್ದು. ಯಾವುದೇ ಕಾರಣ ನೀಡದೆ ಟೆಂಡರ್ ರದ್ದುಪಡಿಸುವ ಅಥವಾ ತಿರಸ್ಕರಿಸುವ ಹಕ್ಕನ್ನು ಸಕ್ಷಮ ಪ್ರಾಧಿಕಾರ ಕಾಯ್ದಿರಿಸಿದೆ. ನಿಗದಿತ ಅವಧಿಯ ನಂತರ ಬಂದ ಬಿಡ್‌ಗಳನ್ನು ಪರಿಗಣಿಸಲಾಗುವುದಿಲ್ಲ. [32,1030,355,1044]
udupi-title: ಉಡುಪಿ ನಗರಾಭಿವೃದ್ಧಿ ಪ್ರಾಧಿಕಾರ, ಉಡುಪಿ. [188,397,309,407]
knn-portal-link[interactable]: (www.kppp.karnataka.gov.in) [142,249,236,256]
mcc-eproc: E-PROCUREMENT OF KARNATAKA [752,141,869,149]
chn-code-3: RDPR/2025-26/BD/WORK_INDENT 17177 (CAT-2A BCM) [369,204,540,211]
social-contact: ದೂರವಾಣಿ ಸಂಖ್ಯೆ: 08472-278621, ಇ-ಮೇಲ್: dswogb@gmail.com [128,750,287,757]
mcc-body: ಟೆಂಡರ್‌ದಾರರು ಇ-ಪ್ರೊಕ್ಯೂರ್‌ಮೆಂಟ್ ಪೋರ್ಟಲ್‌ನಲ್ಲಿ ನೋಂದಣಿ ಮಾಡಿಕೊಂಡಿರಬೇಕು. ಇ.ಎಂ.ಡಿ. ಮತ್ತು ಟೆಂಡರ್ ಶುಲ್ಕವನ್ನು ಆನ್‌ಲೈನ್ ಮೂಲಕವೇ ಪಾವತಿಸತಕ್ಕದ್ದು. ಯಾವುದೇ ಕಾರಣ ನೀಡದೆ ಟೆಂಡರ್ ರದ್ದುಪಡಿಸುವ ಅಥವಾ ತಿರಸ್ಕರಿಸುವ ಹಕ್ಕನ್ನು ಸಕ್ಷಮ ಪ್ರಾಧಿಕಾರ ಕಾಯ್ದಿರಿಸಿದೆ. ನಿಗದಿತ ಅವಧಿಯ ನಂತರ ಬಂದ ಬಿಡ್‌ಗಳನ್ನು ಪರಿಗಣಿಸಲಾಗುವುದಿಲ್ಲ. [708,149,913,177]
consolation-numbers: RA 634706 RB 634706 RC 634706 RD 634706 RE 634706 RF 634706 RG 634706 RH 634706 RJ 634706 RK 634706 RL 634706 RM 634706 RN 634706 RO 634706 RP 634706 RR 634706 RS 634706 RT 634706 RV 634706 RW 634706 RX 634706 RY 634706 RZ 634706 [703,899,908,940]
cell: 151.46 [570,1015,616,1115]
color-dots-bottom-right [820,1437,856,1447]
cell: BGMUDA/ 2025-26/ OW/WORK_ INDENT774 [494,575,540,613]
udupi-body-4: ಟೆಂಡರ್‌ದಾರರು ಇ-ಪ್ರೊಕ್ಯೂರ್‌ಮೆಂಟ್ ಪೋರ್ಟಲ್‌ನಲ್ಲಿ ನೋಂದಣಿ ಮಾಡಿಕೊಂಡಿರಬೇಕು. ಇ.ಎಂ.ಡಿ. ಮತ್ತು ಟೆಂಡರ್ ಶುಲ್ಕವನ್ನು ಆನ್‌ಲೈನ್ ಮೂಲಕವೇ ಪಾವತಿಸತಕ್ಕದ್ದು. ಯಾವುದೇ ಕಾರಣ ನೀಡದೆ ಟೆಂಡರ್ ರದ್ದುಪಡಿಸುವ ಅಥವಾ ತಿರಸ್ಕರಿಸುವ ಹಕ್ಕನ್ನು ಸಕ್ಷಮ ಪ್ರಾಧಿಕಾರ ಕಾಯ್ದಿರಿಸಿದೆ. ನಿಗದಿತ ಅವಧಿಯ ನಂತರ ಬಂದ ಬಿಡ್‌ಗಳನ್ನು ಪರಿಗಣಿಸಲಾಗುವುದಿಲ್ಲ. [142,533,355,561]
respondent-list [32,194,129,411]
cell: 1,89,700.00 [614,689,666,727]
ckb-title: ಜಿಲ್ಲಾಧಿಕಾರಿಗಳ ಕಾರ್ಯಾಲಯ, ಚಿಕ್ಕಬಳ್ಳಾಪುರ ಜಿಲ್ಲೆ, ಚಿಕ್ಕಬಳ್ಳಾಪುರ [399,920,602,931]
chn-phone: ಕಛೇರಿ ದೂರವಾಣಿ: 08176-252749 [506,130,585,137]
table-row [370,651,692,689]
mangaluru-tender [703,97,918,267]
dateline-city: ಮಂಗಳೂರು [863,62,895,72]
public-notice-title: PUBLIC NOTICE [46,182,115,192]
kerala-lottery-results [703,840,918,1423]
cell: 80.37 [576,689,613,727]
buda-notes: ಕರ್ನಾಟಕ ಸರ್ಕಾರದ ಪರವಾಗಿ ಈ ಕೆಳಕಂಡ ಕಾಮಗಾರಿಗಳಿಗೆ ಅರ್ಹ ಗುತ್ತಿಗೆದಾರರಿಂದ ಇ-ಪ್ರೊಕ್ಯೂರ್‌ಮೆಂಟ್ ಮುಖಾಂತರ ಟೆಂಡರ್‌ಗಳನ್ನು ಆಹ್ವಾನಿಸಲಾಗಿದೆ. ಟೆಂಡರ್ ದಾಖಲೆಗಳನ್ನು ಪೋರ್ಟಲ್‌ನಿಂದ ಪಡೆಯಬಹುದಾಗಿದೆ. ಬಿಡ್‌ಗಳನ್ನು ಸಲ್ಲಿಸಲು ಕೊನೆಯ ದಿನಾಂಕ ಮತ್ತು ಸಮಯವನ್ನು ಪೋರ್ಟಲ್‌ನಲ್ಲಿ ಪ್ರಕಟಿಸಲಾಗಿದೆ. ತಾಂತ್ರಿಕ ಬಿಡ್ ತೆರೆಯುವ ದಿನಾಂಕ ಹಾಗೂ ಆರ್ಥಿಕ ಬಿಡ್ ತೆರೆಯುವ ದಿನಾಂಕಗಳನ್ನು ನಂತರ ತಿಳಿಸಲಾಗುವುದು. ಹೆಚ್ಚಿನ ಮಾಹಿತಿಗಾಗಿ ಕಛೇರಿಯ ಕೆಲಸದ ವೇಳೆಯಲ್ಲಿ ಸಂಪರ್ಕಿಸಬಹುದಾಗಿದೆ. [369,729,692,750]
prize-label: 7th Prize Rs.500/- [703,1074,766,1082]
kolar-phones: +91-9840607080, +91-8068948777, +91-9240214000, +91-9240214001 [32,1155,260,1162]
cell: 2 [370,613,386,651]
chn-body: ಕರ್ನಾಟಕ ಸರ್ಕಾರದ ಪರವಾಗಿ ಈ ಕೆಳಕಂಡ ಕಾಮಗಾರಿಗಳಿಗೆ ಅರ್ಹ ಗುತ್ತಿಗೆದಾರರಿಂದ ಇ-ಪ್ರೊಕ್ಯೂರ್‌ಮೆಂಟ್ ಮುಖಾಂತರ ಟೆಂಡರ್‌ಗಳನ್ನು ಆಹ್ವಾನಿಸಲಾಗಿದೆ. ಟೆಂಡರ್ ದಾಖಲೆಗಳನ್ನು ಪೋರ್ಟಲ್‌ನಿಂದ ಪಡೆಯಬಹುದಾಗಿದೆ. ಬಿಡ್‌ಗಳನ್ನು ಸಲ್ಲಿಸಲು ಕೊನೆಯ ದಿನಾಂಕ ಮತ್ತು ಸಮಯವನ್ನು ಪೋರ್ಟಲ್‌ನಲ್ಲಿ ಪ್ರಕಟಿಸಲಾಗಿದೆ. ತಾಂತ್ರಿಕ ಬಿಡ್ ತೆರೆಯುವ ದಿನಾಂಕ ಹಾಗೂ ಆರ್ಥಿಕ ಬಿಡ್ ತೆರೆಯುವ ದಿನಾಂಕಗಳನ್ನು ನಂತರ ತಿಳಿಸಲಾಗುವುದು. ಹೆಚ್ಚಿನ ಮಾಹಿತಿಗಾಗಿ ಕಛೇರಿಯ ಕೆಲಸದ ವೇಳೆಯಲ್ಲಿ ಸಂಪರ್ಕಿಸಬಹುದಾಗಿದೆ. [369,156,692,177]
prize-label: 5th Prize Rs.2,000/- [703,1014,772,1022]
court-head: IN THE COURT OF THE 1ST ADL. DISTRICT AND SESSION JUDGE AT MADIKERI [34,101,127,132]
mys-portal[interactable]: (http://KPPP.karnataka.gov.in) [708,623,804,630]
buda-logo-icon [369,470,395,496]
cell: 06 ತಿಂಗಳು [666,651,692,689]
buda-portal[interactable]: https://kppp.karnataka.gov.in [369,539,463,546]
cell: BGMUDA/ 2025-26/ OW/WORK_ INDENT775 [494,613,540,651]
govt-emblem-icon [708,553,728,575]
respondent-item: Respondent No.85 [32,368,84,375]
cell [384,1015,570,1115]
respondent-item: Respondent No.45 [32,285,84,292]
knn-subtitle: (ಕರ್ನಾಟಕ ಸರ್ಕಾರದ ಒಂದು ಉದ್ಯಮ) [170,114,240,121]
buda-body: ಟೆಂಡರ್‌ದಾರರು ಇ-ಪ್ರೊಕ್ಯೂರ್‌ಮೆಂಟ್ ಪೋರ್ಟಲ್‌ನಲ್ಲಿ ನೋಂದಣಿ ಮಾಡಿಕೊಂಡಿರಬೇಕು. ಇ.ಎಂ.ಡಿ. ಮತ್ತು ಟೆಂಡರ್ ಶುಲ್ಕವನ್ನು ಆನ್‌ಲೈನ್ ಮೂಲಕವೇ ಪಾವತಿಸತಕ್ಕದ್ದು. ಯಾವುದೇ ಕಾರಣ ನೀಡದೆ ಟೆಂಡರ್ ರದ್ದುಪಡಿಸುವ ಅಥವಾ ತಿರಸ್ಕರಿಸುವ ಹಕ್ಕನ್ನು ಸಕ್ಷಮ ಪ್ರಾಧಿಕಾರ ಕಾಯ್ದಿರಿಸಿದೆ. ನಿಗದಿತ ಅವಧಿಯ ನಂತರ ಬಂದ ಬಿಡ್‌ಗಳನ್ನು ಪರಿಗಣಿಸಲಾಗುವುದಿಲ್ಲ. [369,525,692,539]
color-dots-top [440,10,476,20]
udupi-notice [137,393,360,715]
bajpe-sign-left: ಸಹಿ/- ಅಧ್ಯಕ್ಷರು ಬಜಪೆ ಪಟ್ಟಣ ಪಂಚಾಯತ್ [708,522,788,529]
prize-numbers: 0137 2002 6872 8139 8238 9880 [703,1022,824,1031]
respondent-item: Respondent No.74 [32,348,84,355]
table-row [370,575,692,613]
respondent-item: Respondent No.29 [32,257,84,264]
ckb-footer: ವಾ.ಸಾ.ಇ/ಚಿಕ್ಕಬಳ್ಳಾಪುರ/ಜಿ.ಪಂ/137/ಕೆಪಿಪಿ/2025-26 [585,1410,692,1417]
respondent-item: Respondent No.12 [32,194,84,201]
chikkaballapur-tender [364,916,697,1421]
knn-title: ಕರ್ನಾಟಕ ನೀರಾವರಿ ನಿಗಮ ನಿಯಮಿತ [170,104,273,115]
cell: BGMUDA/ 2025-26/ OW/WORK_ INDENT88 [494,689,540,727]
advocate-sign: Sd/- Sri. B.K. Shridhar [32,531,102,538]
bajpe-sign-right: ಸಹಿ/- ಮುಖ್ಯಾಧಿಕಾರಿ ಬಜಪೆ ಪಟ್ಟಣ ಪಂಚಾಯತ್ [824,522,913,529]
court-notice [27,97,134,719]
ckb-body-2: ಟೆಂಡರ್‌ದಾರರು ಇ-ಪ್ರೊಕ್ಯೂರ್‌ಮೆಂಟ್ ಪೋರ್ಟಲ್‌ನಲ್ಲಿ ನೋಂದಣಿ ಮಾಡಿಕೊಂಡಿರಬೇಕು. ಇ.ಎಂ.ಡಿ. ಮತ್ತು ಟೆಂಡರ್ ಶುಲ್ಕವನ್ನು ಆನ್‌ಲೈನ್ ಮೂಲಕವೇ ಪಾವತಿಸತಕ್ಕದ್ದು. ಯಾವುದೇ ಕಾರಣ ನೀಡದೆ ಟೆಂಡರ್ ರದ್ದುಪಡಿಸುವ ಅಥವಾ ತಿರಸ್ಕರಿಸುವ ಹಕ್ಕನ್ನು ಸಕ್ಷಮ ಪ್ರಾಧಿಕಾರ ಕಾಯ್ದಿರಿಸಿದೆ. ನಿಗದಿತ ಅವಧಿಯ ನಂತರ ಬಂದ ಬಿಡ್‌ಗಳನ್ನು ಪರಿಗಣಿಸಲಾಗುವುದಿಲ್ಲ. [369,1146,692,1159]
social-head: || ಅಲ್ಪಾವಧಿ ಇ-ಟೆಂಡರ್ ಪ್ರಕಟಣೆ || [32,771,355,782]
cell: ಬೆಳಗಾವಿ ನಗರದ ವಾರ್ಡ್ ನಂ. ರಸ್ತೆಗಳ ಸುಧಾರಣೆ ಕಾಮಗಾರಿ [386,575,494,613]
mcc-title-2: ಮಹಾನಗರಪಾಲಿಕೆ [813,103,872,115]
prize-numbers: 0021 0035 0039 0376 0389 0529 0544 0927 1007 1109 1318 1334 1350 1513 1563 1643 1742 1775 1815 2052 2087 2213 2219 2250 2465 2723 3229 3495 3549 3566 3724 3761 3853 3856 4103 4119 4309 4574 4852 4923 5400 5620 5673 6244 6465 6497 6777 6850 6894 7088 7145 7186 7235 7284 7299 7336 7425 7430 7456 7480 7633 7801 8131 8442 8502 8661 8767 8870 8933 9016 9021 9235 9241 9298 9994 [703,1082,908,1151]
dateline-date: 19 ಜುಲೈ 2025 [834,51,895,62]
color-dots-bottom [90,1437,126,1447]
mysuru-pwd-tender [703,549,918,835]
cell: 06 ತಿಂಗಳು [666,613,692,651]
respondent-item: Respondent No.20 [32,236,84,243]
respondents-label: Respondents. [32,166,70,173]
buda-contact: ಬೆಳಗಾವಿ. ಫ್ಯಾಕ್ಸ್/ದೂರವಾಣಿ ಸಂಖ್ಯೆ: 0831-2470342, 2470257 ಇ-ಮೇಲ್: belagavibuda@gmail.com [369,496,604,502]
cell: ಬೆಳಗಾವಿ ನಗರದ ರಸ್ತೆ ಮತ್ತು ಚರಂಡಿ ಅಭಿವೃದ್ಧಿ ಕಾಮಗಾರಿ [386,651,494,689]
bajpe-title: ಬಜಪೆ ಪಟ್ಟಣ ಪಂಚಾಯತ್ [708,278,913,295]
channarayapatna-tender: ಕರ್ನಾಟಕ ಸರ್ಕಾರ ಕಾರ್ಯಪಾಲಕ ಇಂಜಿನಿಯರ್‌ರವರ ಕಾರ್ಯಾಲಯ ಪಂಚಾಯತ್ ರಾಜ್ ಇಂಜಿನಿಯರಿಂಗ್ ವಿಭಾಗ, ಚನ್ನರಾಯಪಟ್ಟಣ ಕಛೇರಿ ದೂರವಾಣಿ: 08176-252749 ಅಲ್ಪಾವಧಿ ಟೆಂಡರ್ ಪ್ರಕಟಣೆ ಸಂಖ್ಯೆ: 17/2025-26 ದಿನಾಂಕ: 16.07.2025 ಕರ್ನಾಟಕ ಸರ್ಕಾರದ ಪರವಾಗಿ ಈ ಕೆಳಕಂಡ ಕಾಮಗಾರಿಗಳಿಗೆ ಅರ್ಹ ಗುತ್ತಿಗೆದಾರರಿಂದ ಇ-ಪ್ರೊಕ್ಯೂರ್‌ಮೆಂಟ್ ಮುಖಾಂತರ ಟೆಂಡರ್‌ಗಳನ್ನು ಆಹ್ವಾನಿಸಲಾಗಿದೆ. ಟೆಂಡರ್ ದಾಖಲೆಗಳನ್ನು ಪೋರ್ಟಲ್‌ನಿಂದ ಪಡೆಯಬಹುದಾಗಿದೆ. ಬಿಡ್‌ಗಳನ್ನು ಸಲ್ಲಿಸಲು ಕೊನೆಯ ದಿನಾಂಕ ಮತ್ತು ಸಮಯವನ್ನು ಪೋರ್ಟಲ್‌ನಲ್ಲಿ ಪ್ರಕಟಿಸಲಾಗಿದೆ. ತಾಂತ್ರಿಕ ಬಿಡ್ ತೆರೆಯುವ ದಿನಾಂಕ ಹಾಗೂ ಆರ್ಥಿಕ ಬಿಡ್ ತೆರೆಯುವ ದಿನಾಂಕಗಳನ್ನು ನಂತರ ತಿಳಿಸಲಾಗುವುದು. ಹೆಚ್ಚಿನ ಮಾಹಿತಿಗಾಗಿ ಕಛೇರಿಯ ಕೆಲಸದ ವೇಳೆಯಲ್ಲಿ ಸಂಪರ್ಕಿಸಬಹುದಾಗಿದೆ. RDPR/2025-26/BD/WORK_INDENT17193 (SC) ಟೆಂಡರ್‌ದಾರರು ಇ-ಪ್ರೊಕ್ಯೂರ್‌ಮೆಂಟ್ ಪೋರ್ಟಲ್‌ನಲ್ಲಿ ನೋಂದಣಿ ಮಾಡಿಕೊಂಡಿರಬೇಕು. ಇ.ಎಂ.ಡಿ. ಮತ್ತು ಟೆಂಡರ್ ಶುಲ್ಕವನ್ನು ಆನ್‌ಲೈನ್ ಮೂಲಕವೇ ಪಾವತಿಸತಕ್ಕದ್ದು. ಯಾವುದೇ ಕಾರಣ ನೀಡದೆ ಟೆಂಡರ್ ರದ್ದುಪಡಿಸುವ ಅಥವಾ ತಿರಸ್ಕರಿಸುವ ಹಕ್ಕನ್ನು ಸಕ್ಷಮ ಪ್ರಾಧಿಕಾರ ಕಾಯ್ದಿರಿಸಿದೆ. ನಿಗದಿತ ಅವಧಿಯ ನಂತರ ಬಂದ ಬಿಡ್‌ಗಳನ್ನು ಪರಿಗಣಿಸಲಾಗುವುದಿಲ್ಲ. RDPR/2025-26/BD/WORK_INDENT 17189 (CAT-1 BCM) RDPR/2025-26/BD/WORK_INDENT 17177 (CAT-2A BCM) ಕರ್ನಾಟಕ ಸರ್ಕಾರದ ಪರವಾಗಿ ಈ ಕೆಳಕಂಡ ಕಾಮಗಾರಿಗಳಿಗೆ ಅರ್ಹ ಗುತ್ತಿಗೆದಾರರಿಂದ ಇ-ಪ್ರೊಕ್ಯೂರ್‌ಮೆಂಟ್ ಮುಖಾಂತರ ಟೆಂಡರ್‌ಗಳನ್ನು ಆಹ್ವಾನಿಸಲಾಗಿದೆ. ಟೆಂಡರ್ ದಾಖಲೆಗಳನ್ನು ಪೋರ್ಟಲ್‌ನಿಂದ ಪಡೆಯಬಹುದಾಗಿದೆ. ಬಿಡ್‌ಗಳನ್ನು ಸಲ್ಲಿಸಲು ಕೊನೆಯ ದಿನಾಂಕ ಮತ್ತು ಸಮಯವನ್ನು ಪೋರ್ಟಲ್‌ನಲ್ಲಿ ಪ್ರಕಟಿಸಲಾಗಿದೆ. ತಾಂತ್ರಿಕ ಬಿಡ್ ತೆರೆಯುವ ದಿನಾಂಕ ಹಾಗೂ ಆರ್ಥಿಕ ಬಿಡ್ ತೆರೆಯುವ ದಿನಾಂಕಗಳನ್ನು ನಂತರ ತಿಳಿಸಲಾಗುವುದು. ಹೆಚ್ಚಿನ ಮಾಹಿತಿಗಾಗಿ ಕಛೇರಿಯ ಕೆಲಸದ ವೇಳೆಯಲ್ಲಿ ಸಂಪರ್ಕಿಸಬಹುದಾಗಿದೆ. https://kppp.karnataka.gov.in · CATEGORY 1 ಟೆಂಡರ್‌ದಾರರು ಇ-ಪ್ರೊಕ್ಯೂರ್‌ಮೆಂಟ್ ಪೋರ್ಟಲ್‌ನಲ್ಲಿ ನೋಂದಣಿ ಮಾಡಿಕೊಂಡಿರಬೇಕು. ಇ.ಎಂ.ಡಿ. ಮತ್ತು ಟೆಂಡರ್ ಶುಲ್ಕವನ್ನು ಆನ್‌ಲೈನ್ ಮೂಲಕವೇ ಪಾವತಿಸತಕ್ಕದ್ದು. ಯಾವುದೇ ಕಾರಣ ನೀಡದೆ ಟೆಂಡರ್ ರದ್ದುಪಡಿಸುವ ಅಥವಾ ತಿರಸ್ಕರಿಸುವ ಹಕ್ಕನ್ನು ಸಕ್ಷಮ ಪ್ರಾಧಿಕಾರ ಕಾಯ್ದಿರಿಸಿದೆ. ನಿಗದಿತ ಅವಧಿಯ ನಂತರ ಬಂದ ಬಿಡ್‌ಗಳನ್ನು ಪರಿಗಣಿಸಲಾಗುವುದಿಲ್ಲ. ಕರ್ನಾಟಕ ಸರ್ಕಾರದ ಪರವಾಗಿ ಈ ಕೆಳಕಂಡ ಕಾಮಗಾರಿಗಳಿಗೆ ಅರ್ಹ ಗುತ್ತಿಗೆದಾರರಿಂದ ಇ-ಪ್ರೊಕ್ಯೂರ್‌ಮೆಂಟ್ ಮುಖಾಂತರ ಟೆಂಡರ್‌ಗಳನ್ನು ಆಹ್ವಾನಿಸಲಾಗಿದೆ. ಟೆಂಡರ್ ದಾಖಲೆಗಳನ್ನು ಪೋರ್ಟಲ್‌ನಿಂದ ಪಡೆಯಬಹುದಾಗಿದೆ. ಬಿಡ್‌ಗಳನ್ನು ಸಲ್ಲಿಸಲು ಕೊನೆಯ ದಿನಾಂಕ ಮತ್ತು ಸಮಯವನ್ನು ಪೋರ್ಟಲ್‌ನಲ್ಲಿ ಪ್ರಕಟಿಸಲಾಗಿದೆ. ತಾಂತ್ರಿಕ ಬಿಡ್ ತೆರೆಯುವ ದಿನಾಂಕ ಹಾಗೂ ಆರ್ಥಿಕ ಬಿಡ್ ತೆರೆಯುವ ದಿನಾಂಕಗಳನ್ನು ನಂತರ ತಿಳಿಸಲಾಗುವುದು. ಹೆಚ್ಚಿನ ಮಾಹಿತಿಗಾಗಿ ಕಛೇರಿಯ ಕೆಲಸದ ವೇಳೆಯಲ್ಲಿ ಸಂಪರ್ಕಿಸಬಹುದಾಗಿದೆ. ವಾ.ಸಾ.ಇ/ಹಾಸನ/ಜಿ.ಪಂ/14/ಕೆಪಿಪಿ/2025-26 ಸಹಿ/- ಕಾರ್ಯಪಾಲಕ ಇಂಜಿನಿಯರ್, ಪಂ.ರಾ.ಇಂ. ವಿಭಾಗ, ಚನ್ನರಾಯಪಟ್ಟಣ [364,97,697,459]
social-sign: ಜಂಟಿ ನಿರ್ದೇಶಕರು, ಸಮಾಜ ಕಲ್ಯಾಣ ಇಲಾಖೆ, ಕಲಬುರಗಿ [252,938,355,945]
cell: 9 months [662,1015,692,1115]
bajpe-phone: ದೂರವಾಣಿ ಸಂಖ್ಯೆ : 0824-2252418 [708,302,792,309]
kolar-tender: ಜಿಲ್ಲಾ ಪಂಚಾಯತ್ ಕೋಲಾರ ಪಂಚಾಯತ್ ರಾಜ್ ಇಂಜಿನಿಯರಿಂಗ್ ಇಲಾಖೆ ದೂರವಾಣಿ ಸಂಖ್ಯೆ: 08152-222570, ಇ-ಮೇಲ್ ಐಡಿ: eeprodkolar1@gmail.com ಅಲ್ಪಾವಧಿ ದ್ವಿ-ಲಕೋಟೆ ಪದ್ಧತಿಯ ಸಾರ್ವಜನಿಕ ಸಂಗ್ರಹಣೆಗಳ ಪೋರ್ಟಲ್ ಇ-ಪ್ರೊಕ್ಯೂರ್‌ಮೆಂಟ್ ಟೆಂಡರ್ ಪ್ರಕಟಣೆ ಸಂಖ್ಯೆ: 04/2025-26 ದಿನಾಂಕ: 30.06.2025 ಕರ್ನಾಟಕ ಸರ್ಕಾರದ ಪರವಾಗಿ ಈ ಕೆಳಕಂಡ ಕಾಮಗಾರಿಗಳಿಗೆ ಅರ್ಹ ಗುತ್ತಿಗೆದಾರರಿಂದ ಇ-ಪ್ರೊಕ್ಯೂರ್‌ಮೆಂಟ್ ಮುಖಾಂತರ ಟೆಂಡರ್‌ಗಳನ್ನು ಆಹ್ವಾನಿಸಲಾಗಿದೆ. ಟೆಂಡರ್ ದಾಖಲೆಗಳನ್ನು ಪೋರ್ಟಲ್‌ನಿಂದ ಪಡೆಯಬಹುದಾಗಿದೆ. ಬಿಡ್‌ಗಳನ್ನು ಸಲ್ಲಿಸಲು ಕೊನೆಯ ದಿನಾಂಕ ಮತ್ತು ಸಮಯವನ್ನು ಪೋರ್ಟಲ್‌ನಲ್ಲಿ ಪ್ರಕಟಿಸಲಾಗಿದೆ. ತಾಂತ್ರಿಕ ಬಿಡ್ ತೆರೆಯುವ ದಿನಾಂಕ ಹಾಗೂ ಆರ್ಥಿಕ ಬಿಡ್ ತೆರೆಯುವ ದಿನಾಂಕಗಳನ್ನು ನಂತರ ತಿಳಿಸಲಾಗುವುದು. ಹೆಚ್ಚಿನ ಮಾಹಿತಿಗಾಗಿ ಕಛೇರಿಯ ಕೆಲಸದ ವೇಳೆಯಲ್ಲಿ ಸಂಪರ್ಕಿಸಬಹುದಾಗಿದೆ. (Two Cover System) ಟೆಂಡರ್‌ದಾರರು ಇ-ಪ್ರೊಕ್ಯೂರ್‌ಮೆಂಟ್ ಪೋರ್ಟಲ್‌ನಲ್ಲಿ ನೋಂದಣಿ ಮಾಡಿಕೊಂಡಿರಬೇಕು. ಇ.ಎಂ.ಡಿ. ಮತ್ತು ಟೆಂಡರ್ ಶುಲ್ಕವನ್ನು ಆನ್‌ಲೈನ್ ಮೂಲಕವೇ ಪಾವತಿಸತಕ್ಕದ್ದು. ಯಾವುದೇ ಕಾರಣ ನೀಡದೆ ಟೆಂಡರ್ ರದ್ದುಪಡಿಸುವ ಅಥವಾ ತಿರಸ್ಕರಿಸುವ ಹಕ್ಕನ್ನು ಸಕ್ಷಮ ಪ್ರಾಧಿಕಾರ ಕಾಯ್ದಿರಿಸಿದೆ. ನಿಗದಿತ ಅವಧಿಯ ನಂತರ ಬಂದ ಬಿಡ್‌ಗಳನ್ನು ಪರಿಗಣಿಸಲಾಗುವುದಿಲ್ಲ. Rs. 381.34 ಲಕ್ಷ · kppp.karnataka.gov.in ಕರ್ನಾಟಕ ಸರ್ಕಾರದ ಪರವಾಗಿ ಈ ಕೆಳಕಂಡ ಕಾಮಗಾರಿಗಳಿಗೆ ಅರ್ಹ ಗುತ್ತಿಗೆದಾರರಿಂದ ಇ-ಪ್ರೊಕ್ಯೂರ್‌ಮೆಂಟ್ ಮುಖಾಂತರ ಟೆಂಡರ್‌ಗಳನ್ನು ಆಹ್ವಾನಿಸಲಾಗಿದೆ. ಟೆಂಡರ್ ದಾಖಲೆಗಳನ್ನು ಪೋರ್ಟಲ್‌ನಿಂದ ಪಡೆಯಬಹುದಾಗಿದೆ. ಬಿಡ್‌ಗಳನ್ನು ಸಲ್ಲಿಸಲು ಕೊನೆಯ ದಿನಾಂಕ ಮತ್ತು ಸಮಯವನ್ನು ಪೋರ್ಟಲ್‌ನಲ್ಲಿ ಪ್ರಕಟಿಸಲಾಗಿದೆ. ತಾಂತ್ರಿಕ ಬಿಡ್ ತೆರೆಯುವ ದಿನಾಂಕ ಹಾಗೂ ಆರ್ಥಿಕ ಬಿಡ್ ತೆರೆಯುವ ದಿನಾಂಕಗಳನ್ನು ನಂತರ ತಿಳಿಸಲಾಗುವುದು. ಹೆಚ್ಚಿನ ಮಾಹಿತಿಗಾಗಿ ಕಛೇರಿಯ ಕೆಲಸದ ವೇಳೆಯಲ್ಲಿ ಸಂಪರ್ಕಿಸಬಹುದಾಗಿದೆ. ಟೆಂಡರ್‌ದಾರರು ಇ-ಪ್ರೊಕ್ಯೂರ್‌ಮೆಂಟ್ ಪೋರ್ಟಲ್‌ನಲ್ಲಿ ನೋಂದಣಿ ಮಾಡಿಕೊಂಡಿರಬೇಕು. ಇ.ಎಂ.ಡಿ. ಮತ್ತು ಟೆಂಡರ್ ಶುಲ್ಕವನ್ನು ಆನ್‌ಲೈನ್ ಮೂಲಕವೇ ಪಾವತಿಸತಕ್ಕದ್ದು. ಯಾವುದೇ ಕಾರಣ ನೀಡದೆ ಟೆಂಡರ್ ರದ್ದುಪಡಿಸುವ ಅಥವಾ ತಿರಸ್ಕರಿಸುವ ಹಕ್ಕನ್ನು ಸಕ್ಷಮ ಪ್ರಾಧಿಕಾರ ಕಾಯ್ದಿರಿಸಿದೆ. ನಿಗದಿತ ಅವಧಿಯ ನಂತರ ಬಂದ ಬಿಡ್‌ಗಳನ್ನು ಪರಿಗಣಿಸಲಾಗುವುದಿಲ್ಲ. ಕರ್ನಾಟಕ ಸರ್ಕಾರದ ಪರವಾಗಿ ಈ ಕೆಳಕಂಡ ಕಾಮಗಾರಿಗಳಿಗೆ ಅರ್ಹ ಗುತ್ತಿಗೆದಾರರಿಂದ ಇ-ಪ್ರೊಕ್ಯೂರ್‌ಮೆಂಟ್ ಮುಖಾಂತರ ಟೆಂಡರ್‌ಗಳನ್ನು ಆಹ್ವಾನಿಸಲಾಗಿದೆ. ಟೆಂಡರ್ ದಾಖಲೆಗಳನ್ನು ಪೋರ್ಟಲ್‌ನಿಂದ ಪಡೆಯಬಹುದಾಗಿದೆ. ಬಿಡ್‌ಗಳನ್ನು ಸಲ್ಲಿಸಲು ಕೊನೆಯ ದಿನಾಂಕ ಮತ್ತು ಸಮಯವನ್ನು ಪೋರ್ಟಲ್‌ನಲ್ಲಿ ಪ್ರಕಟಿಸಲಾಗಿದೆ. ತಾಂತ್ರಿಕ ಬಿಡ್ ತೆರೆಯುವ ದಿನಾಂಕ ಹಾಗೂ ಆರ್ಥಿಕ ಬಿಡ್ ತೆರೆಯುವ ದಿನಾಂಕಗಳನ್ನು ನಂತರ ತಿಳಿಸಲಾಗುವುದು. ಹೆಚ್ಚಿನ ಮಾಹಿತಿಗಾಗಿ ಕಛೇರಿಯ ಕೆಲಸದ ವೇಳೆಯಲ್ಲಿ ಸಂಪರ್ಕಿಸಬಹುದಾಗಿದೆ. ಟೆಂಡರ್‌ದಾರರು ಇ-ಪ್ರೊಕ್ಯೂರ್‌ಮೆಂಟ್ ಪೋರ್ಟಲ್‌ನಲ್ಲಿ ನೋಂದಣಿ ಮಾಡಿಕೊಂಡಿರಬೇಕು. ಇ.ಎಂ.ಡಿ. ಮತ್ತು ಟೆಂಡರ್ ಶುಲ್ಕವನ್ನು ಆನ್‌ಲೈನ್ ಮೂಲಕವೇ ಪಾವತಿಸತಕ್ಕದ್ದು. ಯಾವುದೇ ಕಾರಣ ನೀಡದೆ ಟೆಂಡರ್ ರದ್ದುಪಡಿಸುವ ಅಥವಾ ತಿರಸ್ಕರಿಸುವ ಹಕ್ಕನ್ನು ಸಕ್ಷಮ ಪ್ರಾಧಿಕಾರ ಕಾಯ್ದಿರಿಸಿದೆ. ನಿಗದಿತ ಅವಧಿಯ ನಂತರ ಬಂದ ಬಿಡ್‌ಗಳನ್ನು ಪರಿಗಣಿಸಲಾಗುವುದಿಲ್ಲ. ಕರ್ನಾಟಕ ಸರ್ಕಾರದ ಪರವಾಗಿ ಈ ಕೆಳಕಂಡ ಕಾಮಗಾರಿಗಳಿಗೆ ಅರ್ಹ ಗುತ್ತಿಗೆದಾರರಿಂದ ಇ-ಪ್ರೊಕ್ಯೂರ್‌ಮೆಂಟ್ ಮುಖಾಂತರ ಟೆಂಡರ್‌ಗಳನ್ನು ಆಹ್ವಾನಿಸಲಾಗಿದೆ. ಟೆಂಡರ್ ದಾಖಲೆಗಳನ್ನು ಪೋರ್ಟಲ್‌ನಿಂದ ಪಡೆಯಬಹುದಾಗಿದೆ. ಬಿಡ್‌ಗಳನ್ನು ಸಲ್ಲಿಸಲು ಕೊನೆಯ ದಿನಾಂಕ ಮತ್ತು ಸಮಯವನ್ನು ಪೋರ್ಟಲ್‌ನಲ್ಲಿ ಪ್ರಕಟಿಸಲಾಗಿದೆ. ತಾಂತ್ರಿಕ ಬಿಡ್ ತೆರೆಯುವ ದಿನಾಂಕ ಹಾಗೂ ಆರ್ಥಿಕ ಬಿಡ್ ತೆರೆಯುವ ದಿನಾಂಕಗಳನ್ನು ನಂತರ ತಿಳಿಸಲಾಗುವುದು. ಹೆಚ್ಚಿನ ಮಾಹಿತಿಗಾಗಿ ಕಛೇರಿಯ ಕೆಲಸದ ವೇಳೆಯಲ್ಲಿ ಸಂಪರ್ಕಿಸಬಹುದಾಗಿದೆ. +91-9840607080, +91-8068948777, +91-9240214000, +91-9240214001 ಸಹಿ/-ಕಾರ್ಯಪಾಲಕ ಅಭಿಯಂತರರು ಪಂ.ರಾ.ಇಂ. ವಿಭಾಗ, ಕೋಲಾರ ವಾ.ಸಾ.ಇ/ಕೋಲಾರ/ಜಿ.ಪಂ/193/ಕೆಪಿಪಿ/2025-26 [27,953,360,1419]
second-prize-number: RW 595453 (KOLLAM) [703,949,808,960]
chn-body-3: ಕರ್ನಾಟಕ ಸರ್ಕಾರದ ಪರವಾಗಿ ಈ ಕೆಳಕಂಡ ಕಾಮಗಾರಿಗಳಿಗೆ ಅರ್ಹ ಗುತ್ತಿಗೆದಾರರಿಂದ ಇ-ಪ್ರೊಕ್ಯೂರ್‌ಮೆಂಟ್ ಮುಖಾಂತರ ಟೆಂಡರ್‌ಗಳನ್ನು ಆಹ್ವಾನಿಸಲಾಗಿದೆ. ಟೆಂಡರ್ ದಾಖಲೆಗಳನ್ನು ಪೋರ್ಟಲ್‌ನಿಂದ ಪಡೆಯಬಹುದಾಗಿದೆ. ಬಿಡ್‌ಗಳನ್ನು ಸಲ್ಲಿಸಲು ಕೊನೆಯ ದಿನಾಂಕ ಮತ್ತು ಸಮಯವನ್ನು ಪೋರ್ಟಲ್‌ನಲ್ಲಿ ಪ್ರಕಟಿಸಲಾಗಿದೆ. ತಾಂತ್ರಿಕ ಬಿಡ್ ತೆರೆಯುವ ದಿನಾಂಕ ಹಾಗೂ ಆರ್ಥಿಕ ಬಿಡ್ ತೆರೆಯುವ ದಿನಾಂಕಗಳನ್ನು ನಂತರ ತಿಳಿಸಲಾಗುವುದು. ಹೆಚ್ಚಿನ ಮಾಹಿತಿಗಾಗಿ ಕಛೇರಿಯ ಕೆಲಸದ ವೇಳೆಯಲ್ಲಿ ಸಂಪರ್ಕಿಸಬಹುದಾಗಿದೆ. [369,211,692,232]
respondent-item: Smt. Saraswathi Aged 98 years, D/o late Aiyanna, W/o Sudana Nanjunda [32,264,122,285]
ckb-indent: DMA/2025-26/BD/WORK_INDENT40653 [386,1061,516,1069]
ckb-contact: Ph: 08156-277005, E-Mail: pdchikkaballapur@gmail.com [369,944,528,950]
court-sign: Sd/- Chief Administrative Officer [40,500,121,514]
respondent-item: Sri. Madhu, Aged 28 years. S/o late Ramesh [32,375,118,389]
social-welfare-tender [27,722,360,949]
appellant-name: Sri Rajkumar [32,151,78,159]
social-ref: ಸಂಖ್ಯೆ:ಸಕಇ/ಕಲಬು/ಟೆಂಡರ್/06:2025-26 [32,760,118,767]
mys-body-2: ಟೆಂಡರ್‌ದಾರರು ಇ-ಪ್ರೊಕ್ಯೂರ್‌ಮೆಂಟ್ ಪೋರ್ಟಲ್‌ನಲ್ಲಿ ನೋಂದಣಿ ಮಾಡಿಕೊಂಡಿರಬೇಕು. ಇ.ಎಂ.ಡಿ. ಮತ್ತು ಟೆಂಡರ್ ಶುಲ್ಕವನ್ನು ಆನ್‌ಲೈನ್ ಮೂಲಕವೇ ಪಾವತಿಸತಕ್ಕದ್ದು. ಯಾವುದೇ ಕಾರಣ ನೀಡದೆ ಟೆಂಡರ್ ರದ್ದುಪಡಿಸುವ ಅಥವಾ ತಿರಸ್ಕರಿಸುವ ಹಕ್ಕನ್ನು ಸಕ್ಷಮ ಪ್ರಾಧಿಕಾರ ಕಾಯ್ದಿರಿಸಿದೆ. ನಿಗದಿತ ಅವಧಿಯ ನಂತರ ಬಂದ ಬಿಡ್‌ಗಳನ್ನು ಪರಿಗಣಿಸಲಾಗುವುದಿಲ್ಲ. [708,630,913,658]
kolar-head: ಅಲ್ಪಾವಧಿ ದ್ವಿ-ಲಕೋಟೆ ಪದ್ಧತಿಯ ಸಾರ್ವಜನಿಕ ಸಂಗ್ರಹಣೆಗಳ ಪೋರ್ಟಲ್ ಇ-ಪ್ರೊಕ್ಯೂರ್‌ಮೆಂಟ್ ಟೆಂಡರ್ ಪ್ರಕಟಣೆ ಸಂಖ್ಯೆ: 04/2025-26 ದಿನಾಂಕ: 30.06.2025 [32,988,355,1006]
chn-footer: ವಾ.ಸಾ.ಇ/ಹಾಸನ/ಜಿ.ಪಂ/14/ಕೆಪಿಪಿ/2025-26 [369,441,461,448]
buda-head: ಟೆಂಡರ್ ಪ್ರಕಟಣೆ (ಇ-ಪ್ರೊಕ್ಯೂರ್‌ಮೆಂಟ್ ಮುಖಾಂತರ) [369,516,692,524]
cell: ಬೆಳಗಾವಿ ನಗರದ ಬಡಾವಣೆ ಅಭಿವೃದ್ಧಿ ಕಾಮಗಾರಿ [386,689,494,727]
knn-body-3: ಕರ್ನಾಟಕ ಸರ್ಕಾರದ ಪರವಾಗಿ ಈ ಕೆಳಕಂಡ ಕಾಮಗಾರಿಗಳಿಗೆ ಅರ್ಹ ಗುತ್ತಿಗೆದಾರರಿಂದ ಇ-ಪ್ರೊಕ್ಯೂರ್‌ಮೆಂಟ್ ಮುಖಾಂತರ ಟೆಂಡರ್‌ಗಳನ್ನು ಆಹ್ವಾನಿಸಲಾಗಿದೆ. ಟೆಂಡರ್ ದಾಖಲೆಗಳನ್ನು ಪೋರ್ಟಲ್‌ನಿಂದ ಪಡೆಯಬಹುದಾಗಿದೆ. ಬಿಡ್‌ಗಳನ್ನು ಸಲ್ಲಿಸಲು ಕೊನೆಯ ದಿನಾಂಕ ಮತ್ತು ಸಮಯವನ್ನು ಪೋರ್ಟಲ್‌ನಲ್ಲಿ ಪ್ರಕಟಿಸಲಾಗಿದೆ. ತಾಂತ್ರಿಕ ಬಿಡ್ ತೆರೆಯುವ ದಿನಾಂಕ ಹಾಗೂ ಆರ್ಥಿಕ ಬಿಡ್ ತೆರೆಯುವ ದಿನಾಂಕಗಳನ್ನು ನಂತರ ತಿಳಿಸಲಾಗುವುದು. ಹೆಚ್ಚಿನ ಮಾಹಿತಿಗಾಗಿ ಕಛೇರಿಯ ಕೆಲಸದ ವೇಳೆಯಲ್ಲಿ ಸಂಪರ್ಕಿಸಬಹುದಾಗಿದೆ. [142,212,355,247]
bajpe-footer: DIPR / MNG /494/MPL /25-26 [770,532,851,539]
respondent-item: Smt. Ammavva, Aged 74 years D/o late Devaiah [32,201,129,215]
knn-body: ಕರ್ನಾಟಕ ಸರ್ಕಾರದ ಪರವಾಗಿ ಈ ಕೆಳಕಂಡ ಕಾಮಗಾರಿಗಳಿಗೆ ಅರ್ಹ ಗುತ್ತಿಗೆದಾರರಿಂದ ಇ-ಪ್ರೊಕ್ಯೂರ್‌ಮೆಂಟ್ ಮುಖಾಂತರ ಟೆಂಡರ್‌ಗಳನ್ನು ಆಹ್ವಾನಿಸಲಾಗಿದೆ. ಟೆಂಡರ್ ದಾಖಲೆಗಳನ್ನು ಪೋರ್ಟಲ್‌ನಿಂದ ಪಡೆಯಬಹುದಾಗಿದೆ. ಬಿಡ್‌ಗಳನ್ನು ಸಲ್ಲಿಸಲು ಕೊನೆಯ ದಿನಾಂಕ ಮತ್ತು ಸಮಯವನ್ನು ಪೋರ್ಟಲ್‌ನಲ್ಲಿ ಪ್ರಕಟಿಸಲಾಗಿದೆ. ತಾಂತ್ರಿಕ ಬಿಡ್ ತೆರೆಯುವ ದಿನಾಂಕ ಹಾಗೂ ಆರ್ಥಿಕ ಬಿಡ್ ತೆರೆಯುವ ದಿನಾಂಕಗಳನ್ನು ನಂತರ ತಿಳಿಸಲಾಗುವುದು. ಹೆಚ್ಚಿನ ಮಾಹಿತಿಗಾಗಿ ಕಛೇರಿಯ ಕೆಲಸದ ವೇಳೆಯಲ್ಲಿ ಸಂಪರ್ಕಿಸಬಹುದಾಗಿದೆ. [142,145,355,180]
bajpe-body: ಕರ್ನಾಟಕ ಸರ್ಕಾರದ ಪರವಾಗಿ ಈ ಕೆಳಕಂಡ ಕಾಮಗಾರಿಗಳಿಗೆ ಅರ್ಹ ಗುತ್ತಿಗೆದಾರರಿಂದ ಇ-ಪ್ರೊಕ್ಯೂರ್‌ಮೆಂಟ್ ಮುಖಾಂತರ ಟೆಂಡರ್‌ಗಳನ್ನು ಆಹ್ವಾನಿಸಲಾಗಿದೆ. ಟೆಂಡರ್ ದಾಖಲೆಗಳನ್ನು ಪೋರ್ಟಲ್‌ನಿಂದ ಪಡೆಯಬಹುದಾಗಿದೆ. ಬಿಡ್‌ಗಳನ್ನು ಸಲ್ಲಿಸಲು ಕೊನೆಯ ದಿನಾಂಕ ಮತ್ತು ಸಮಯವನ್ನು ಪೋರ್ಟಲ್‌ನಲ್ಲಿ ಪ್ರಕಟಿಸಲಾಗಿದೆ. ತಾಂತ್ರಿಕ ಬಿಡ್ ತೆರೆಯುವ ದಿನಾಂಕ ಹಾಗೂ ಆರ್ಥಿಕ ಬಿಡ್ ತೆರೆಯುವ ದಿನಾಂಕಗಳನ್ನು ನಂತರ ತಿಳಿಸಲಾಗುವುದು. ಹೆಚ್ಚಿನ ಮಾಹಿತಿಗಾಗಿ ಕಛೇರಿಯ ಕೆಲಸದ ವೇಳೆಯಲ್ಲಿ ಸಂಪರ್ಕಿಸಬಹುದಾಗಿದೆ. [708,330,913,364]
udupi-ref: ಉನಪ್ರಾ/ಭೂಮಿ: 3/2024-25 [142,407,207,414]
kolar-body-7: ಕರ್ನಾಟಕ ಸರ್ಕಾರದ ಪರವಾಗಿ ಈ ಕೆಳಕಂಡ ಕಾಮಗಾರಿಗಳಿಗೆ ಅರ್ಹ ಗುತ್ತಿಗೆದಾರರಿಂದ ಇ-ಪ್ರೊಕ್ಯೂರ್‌ಮೆಂಟ್ ಮುಖಾಂತರ ಟೆಂಡರ್‌ಗಳನ್ನು ಆಹ್ವಾನಿಸಲಾಗಿದೆ. ಟೆಂಡರ್ ದಾಖಲೆಗಳನ್ನು ಪೋರ್ಟಲ್‌ನಿಂದ ಪಡೆಯಬಹುದಾಗಿದೆ. ಬಿಡ್‌ಗಳನ್ನು ಸಲ್ಲಿಸಲು ಕೊನೆಯ ದಿನಾಂಕ ಮತ್ತು ಸಮಯವನ್ನು ಪೋರ್ಟಲ್‌ನಲ್ಲಿ ಪ್ರಕಟಿಸಲಾಗಿದೆ. ತಾಂತ್ರಿಕ ಬಿಡ್ ತೆರೆಯುವ ದಿನಾಂಕ ಹಾಗೂ ಆರ್ಥಿಕ ಬಿಡ್ ತೆರೆಯುವ ದಿನಾಂಕಗಳನ್ನು ನಂತರ ತಿಳಿಸಲಾಗುವುದು. ಹೆಚ್ಚಿನ ಮಾಹಿತಿಗಾಗಿ ಕಛೇರಿಯ ಕೆಲಸದ ವೇಳೆಯಲ್ಲಿ ಸಂಪರ್ಕಿಸಬಹುದಾಗಿದೆ. [32,1132,355,1153]
color-dots-bottom-mid [470,1437,506,1447]
cell: 62.49 [576,613,613,651]
ckb-body: ಕರ್ನಾಟಕ ಸರ್ಕಾರದ ಪರವಾಗಿ ಈ ಕೆಳಕಂಡ ಕಾಮಗಾರಿಗಳಿಗೆ ಅರ್ಹ ಗುತ್ತಿಗೆದಾರರಿಂದ ಇ-ಪ್ರೊಕ್ಯೂರ್‌ಮೆಂಟ್ ಮುಖಾಂತರ ಟೆಂಡರ್‌ಗಳನ್ನು ಆಹ್ವಾನಿಸಲಾಗಿದೆ. ಟೆಂಡರ್ ದಾಖಲೆಗಳನ್ನು ಪೋರ್ಟಲ್‌ನಿಂದ ಪಡೆಯಬಹುದಾಗಿದೆ. ಬಿಡ್‌ಗಳನ್ನು ಸಲ್ಲಿಸಲು ಕೊನೆಯ ದಿನಾಂಕ ಮತ್ತು ಸಮಯವನ್ನು ಪೋರ್ಟಲ್‌ನಲ್ಲಿ ಪ್ರಕಟಿಸಲಾಗಿದೆ. ತಾಂತ್ರಿಕ ಬಿಡ್ ತೆರೆಯುವ ದಿನಾಂಕ ಹಾಗೂ ಆರ್ಥಿಕ ಬಿಡ್ ತೆರೆಯುವ ದಿನಾಂಕಗಳನ್ನು ನಂತರ ತಿಳಿಸಲಾಗುವುದು. ಹೆಚ್ಚಿನ ಮಾಹಿತಿಗಾಗಿ ಕಛೇರಿಯ ಕೆಲಸದ ವೇಳೆಯಲ್ಲಿ ಸಂಪರ್ಕಿಸಬಹುದಾಗಿದೆ. [369,1118,692,1139]
mcc-indents: NO.45363, 45364, 45365, 45357, 45361 [708,177,834,184]
kolar-dept: ಪಂಚಾಯತ್ ರಾಜ್ ಇಂಜಿನಿಯರಿಂಗ್ ಇಲಾಖೆ [150,968,267,978]
respondent-item: Sri. Bheeshma Aged 26 years, S/o Thirtha. [32,313,127,327]
cell: 83.05 [576,651,613,689]
lottery-band: FOR THE TICKETS ENDING WITH THE FOLLOWING NUMBERS [703,980,918,989]
prize-label: 4th Prize Rs.5,000/- [703,989,772,997]
udupi-date: ದಿನಾಂಕ: 18-07-2025 [301,407,355,414]
section-title: ಜಾಹೀರಾತು [405,45,495,73]
page-number: ೦೮ [170,62,200,82]
